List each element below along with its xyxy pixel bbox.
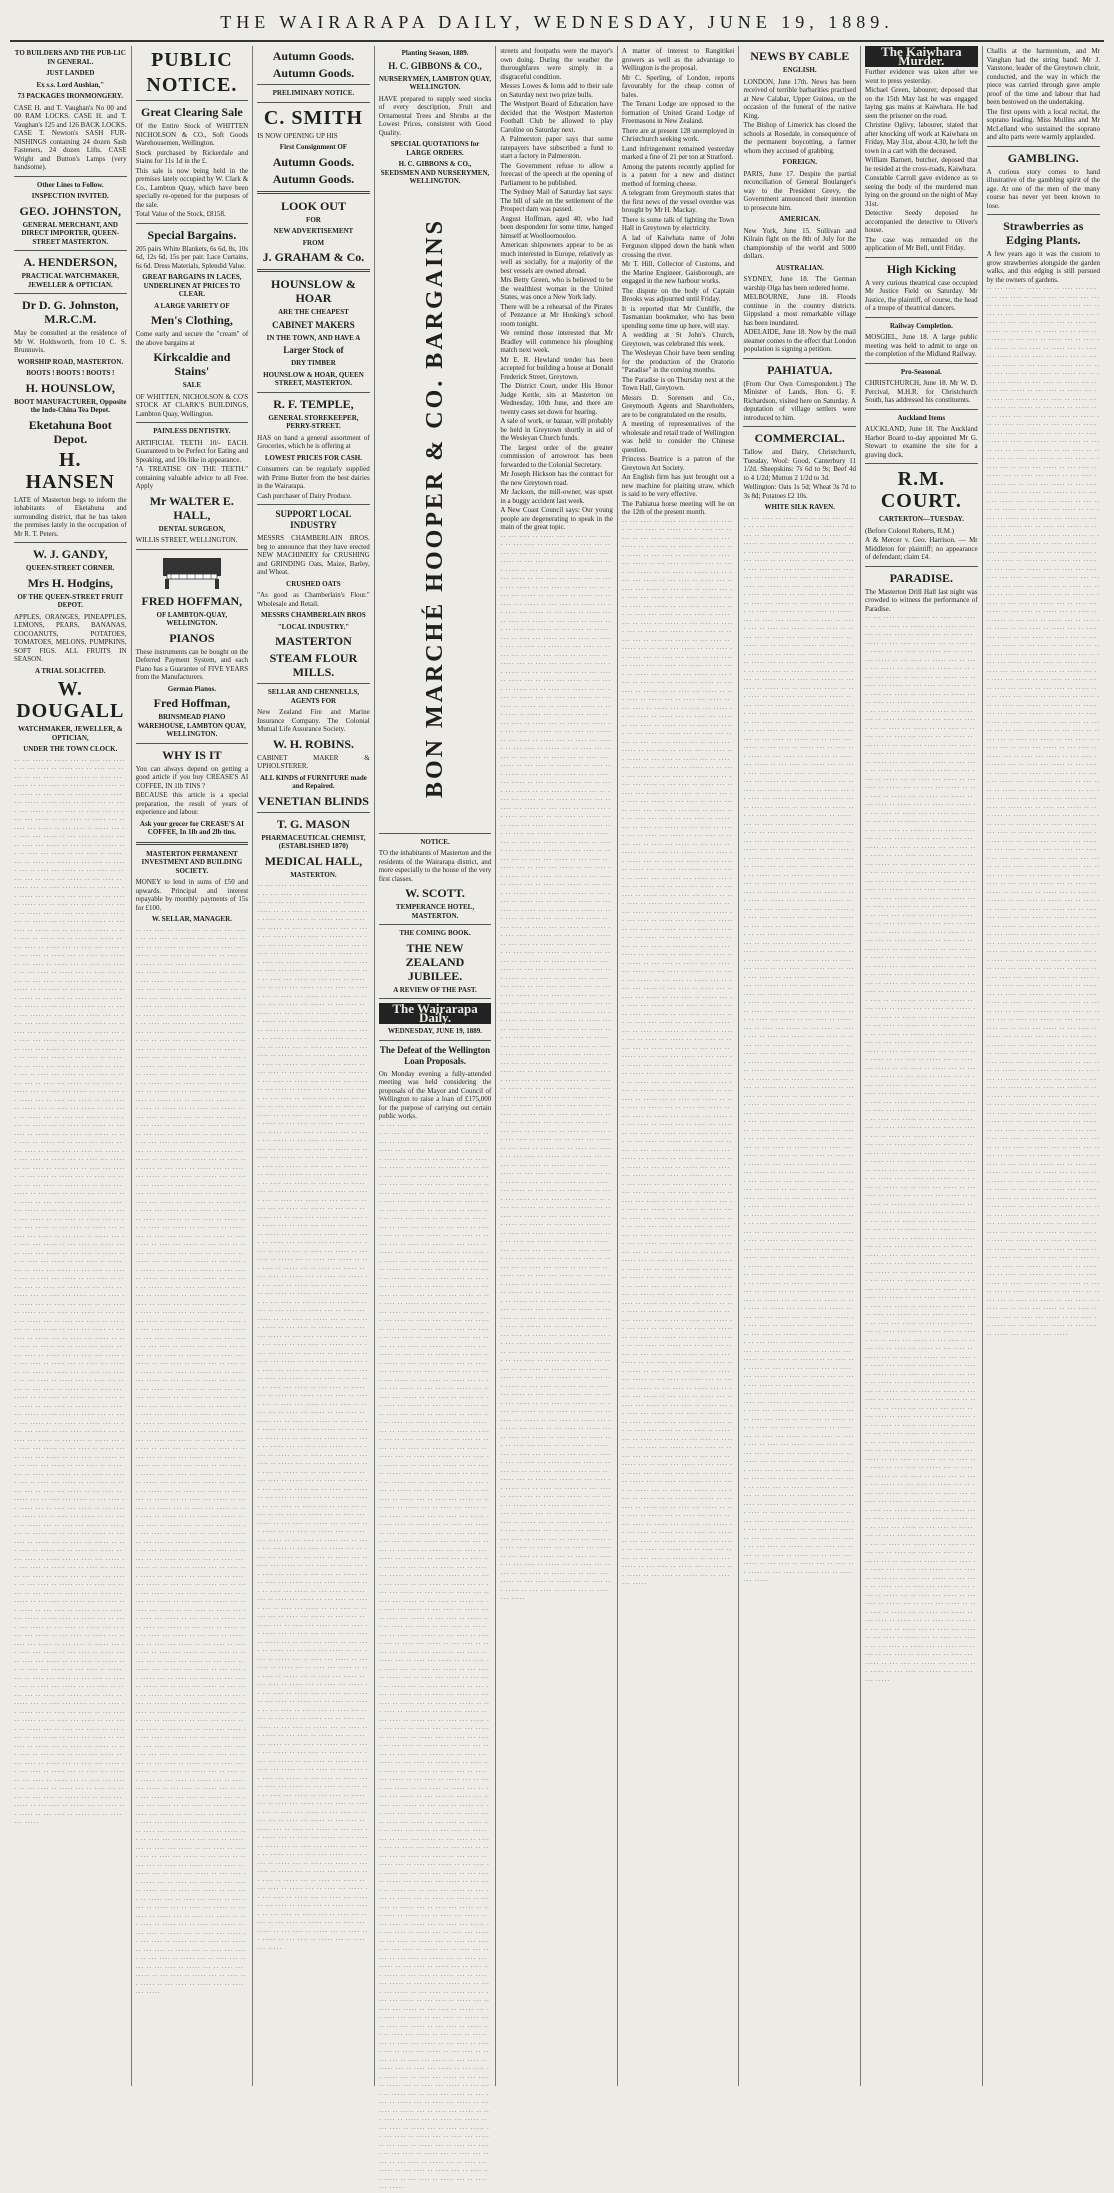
dense-text-filler: ·· ··· ···· ·· ····· ··· ·· ···· ··· ····· ·· ··· ···· ·· ····· ··· ·· ···· ··· ····· ·· ··· ···· ·· ····· ··· ·· ···· ··· ····· ·· ··· ···· ·· ····· ··· ·· ···· ··· ····· ·· ··· ···· ·· ····· ··· ·· ···· ··· ····· ·· ··· ···· ·· ····· ··· ·· ···· ··· ····· ·· ··· ···· ·· ····· ··· ·· ···· ··· ····· ·· ··· ···· ·· ····· ··· ·· ···· ··· ····· ·· ··· ···· ·· ····· ··· ·· ···· ··· ····· ·· ··· ···· ·· ····· ··· ·· ···· ··· ····· ·· ··· ···· ·· ····· ··· ·· ···· ··· ····· ·· ··· ···· ·· ····· ··· ·· ···· ··· ····· ·· ··· ···· ·· ····· ··· ·· ···· ··· ····· ·· ··· ···· ·· ····· ··· ·· ···· ··· ····· ·· ··· ···· ·· ····· ··· ·· ···· ··· ····· ·· ··· ···· ·· ····· ··· ·· ···· ··· ····· ·· ··· ···· ·· ····· ··· ·· ···· ··· ····· ·· ··· ···· ·· ····· ··· ·· ···· ··· ····· ·· ··· ···· ·· ····· ··· ·· ···· ··· ····· ·· ··· ···· ·· ····· ··· ·· ···· ··· ····· ·· ··· ···· ·· ····· ··· ·· ···· ··· ····· ·· ··· ···· ·· ····· ··· ·· ···· ··· ····· ·· ··· ···· ·· ····· ··· ·· ···· ··· ····· ·· ··· ···· ·· ····· ··· ·· ···· ··· ····· ·· ··· ···· ·· ····· ··· ·· ···· ··· ····· ·· ··· ···· ·· ····· ··· ·· ···· ··· ····· ·· ··· ···· ·· ····· ··· ·· ···· ··· ····· ·· ··· ···· ·· ····· ··· ·· ···· ··· ····· ·· ··· ···· ·· ····· ··· ·· ···· ··· ····· ·· ··· ···· ·· ····· ··· ·· ···· ··· ····· ·· ··· ···· ·· ····· ··· ·· ···· ··· ····· ·· ··· ···· ·· ····· ··· ·· ···· ··· ····· ·· ··· ···· ·· ····· ··· ·· ···· ··· ····· ·· ··· ···· ·· ····· ··· ·· ···· ··· ····· ·· ··· ···· ·· ····· ··· ·· ···· ··· ····· ·· ··· ···· ·· ····· ··· ·· ···· ··· ····· ·· ··· ···· ·· ····· ··· ·· ···· ··· ····· ·· ··· ···· ·· ····· ··· ·· ···· ··· ····· ·· ··· ···· ·· ····· ··· ·· ···· ··· ····· ·· ··· ···· ·· ····· ··· ·· ···· ··· ····· ·· ··· ···· ·· ····· ··· ·· ···· ··· ····· ·· ··· ···· ·· ····· ··· ·· ···· ··· ····· ·· ··· ···· ·· ····· ··· ·· ···· ··· ····· ·· ··· ···· ·· ····· ··· ·· ···· ··· ····· ·· ··· ···· ·· ····· ··· ·· ···· ··· ····· ·· ··· ···· ·· ····· ··· ·· ···· ··· ····· ·· ··· ···· ·· ····· ··· ·· ···· ··· ····· ·· ··· ···· ·· ····· ··· ·· ···· ··· ····· ·· ··· ···· ·· ····· ··· ·· ···· ··· ····· ·· ··· ···· ·· ····· ··· ·· ···· ··· ····· ·· ··· ···· ·· ····· ··· ·· ···· ··· ····· ·· ··· ···· ·· ····· ··· ·· ···· ··· ····· ·· ··· ···· ·· ····· ··· ·· ···· ··· ····· ·· ··· ···· ·· ····· ··· ·· ···· ··· ····· ·· ··· ···· ·· ····· ··· ·· ···· ··· ····· ·· ··· ···· ·· ····· ··· ·· ···· ··· ····· ·· ··· ···· ·· ····· ··· ·· ···· ··· ····· ·· ··· ···· ·· ····· ··· ·· ···· ··· ····· ·· ··· ···· ·· ····· ··· ·· ···· ··· ····· ·· ··· ···· ·· ····· ··· ·· ···· ··· ····· ·· ··· ···· ·· ····· ··· ·· ···· ··· ····· ·· ··· ···· ·· ····· ··· ·· ···· ··· ····· ·· ··· ···· ·· ····· ··· ·· ···· ··· ····· ·· ··· ···· ·· ····· ··· ·· ···· ··· ····· ·· ··· ···· ·· ····· ··· ·· ···· ··· ····· ·· ··· ···· ·· ····· ··· ·· ···· ··· ····· ·· ··· ···· ·· ····· ··· ·· ···· ··· ····· ·· ··· ···· ·· ····· ··· ·· ···· ··· ····· ·· ··· ···· ·· ····· ··· ·· ···· ··· ····· ·· ··· ···· ·· ····· ··· ·· ···· ··· ····· ·· ··· ···· ·· ····· ··· ·· ···· ··· ····· ·· ··· ···· ·· ····· ··· ·· ···· ··· ····· ·· ··· ···· ·· ····· ··· ·· ···· ··· ····· ·· ··· ···· ·· ····· ··· ·· ···· ··· ····· ·· ··· ···· ·· ····· ··· ·· ···· ··· ····· ·· ··· ···· ·· ····· ··· ·· ···· ··· ····· ·· ··· ···· ·· ····· ··· ·· ···· ··· ····· ·· ··· ···· ·· ····· ··· ·· ···· ··· ····· ·· ··· ···· ·· ····· ··· ·· ···· ··· ····· ·· ··· ···· ·· ····· ··· ·· ···· ··· ····· ·· ··· ···· ·· ····· ··· ·· ···· ··· ····· ·· ··· ···· ·· ····· ··· ·· ···· ··· ····· ·· ··· ···· ·· ····· ··· ·· ···· ··· ····· ·· ··· ···· ·· ····· ··· ·· ···· ··· ····· ·· ··· ···· ·· ····· ··· ·· ···· ··· ····· ·· ··· ···· ·· ····· ··· ·· ···· ··· ····· ·· ··· ···· ·· ····· ··· ·· ···· ··· ····· ·· ··· ···· ·· ····· ··· ·· ···· ··· ····· ·· ··· ···· ·· ····· ··· ·· ···· ··· ····· ·· ··· ···· ·· ····· ··· ·· ···· ··· ····· ·· ··· ···· ·· ····· ··· ·· ···· ··· ····· ·· ··· ···· ·· ····· ··· ·· ···· ··· ····· ·· ··· ···· ·· ····· ··· ·· ···· ··· ····· ·· ··· ···· ·· ····· ··· ·· ···· ··· ····· ·· ··· ···· ·· ····· ··· ·· ···· ··· ····· ·· ··· ···· ·· ····· ··· ·· ···· ··· ····· ·· ··· ···· ·· ····· ··· ·· ···· ··· ····· ·· ··· ···· ·· ····· ··· ·· ···· ··· ····· ·· ··· ···· ·· ····· ··· ·· ···· ··· ····· ·· ··· ···· ·· ····· ··· ·· ···· ··· ····· ·· ··· ···· ·· ····· ··· ·· ···· ··· ····· ·· ··· ···· ·· ····· ··· ·· ···· ··· ····· ·· ··· ···· ·· ····· ··· ·· ···· ··· ····· ·· ··· ···· ·· ····· ··· ·· ···· ··· ····· ·· ··· ···· ·· ····· ··· ·· ···· ··· ····· ·· ··· ···· ·· ····· ··· ·· ···· ··· ····· ·· ··· ···· ·· ····· ··· ·· ···· ··· ····· ·· ··· ···· ·· ····· ··· ·· ···· ··· ····· ·· ··· ···· ·· ····· ··· ·· ···· ··· ····· ·· ··· ···· ·· ····· ··· ·· ···· ··· ····· ·· ··· ···· ·· ····· ··· ·· ···· ··· ····· ·· ··· ···· ·· ····· ··· ·· ···· ··· ····· ·· ··· ···· ·· ····· ··· ·· ···· ··· ····· ·· ··· ···· ·· ····· ··· ·· ···· ··· ····· ·· ··· ···· ·· ····· ··· ·· ···· ··· ····· ·· ··· ···· ·· ····· ··· ·· ···· ··· ····· ·· ··· ···· ·· ····· ··· ·· ···· ··· ····· ·· ··· ···· ·· ····· ··· ·· ···· ··· ····· ·· ··· ···· ·· ····· ··· ·· ···· ··· ····· ·· ··· ···· ·· ····· ··· ·· ···· ··· ····· xyxy=(14,756,125,1827)
article-paragraph: A meeting of representatives of the wholesale and retail trade of Wellington was held to consider the Chinese question. xyxy=(621,420,735,454)
heading: H. C. GIBBONS & CO., xyxy=(388,60,482,71)
article-paragraph: Princess Beatrice is a patron of the Greytown Art Society. xyxy=(621,455,735,472)
heading: PRACTICAL WATCHMAKER, JEWELLER & OPTICIAN. xyxy=(21,272,119,289)
column-6 xyxy=(618,46,740,2086)
heading: ARE THE CHEAPEST xyxy=(278,308,349,316)
article-paragraph: Further evidence was taken after we went to press yesterday. xyxy=(865,68,978,85)
heading: NOTICE. xyxy=(420,837,450,846)
heading: CARTERTON—TUESDAY. xyxy=(878,515,964,523)
dense-text-filler: ·· ··· ···· ·· ····· ··· ·· ···· ··· ····· ·· ··· ···· ·· ····· ··· ·· ···· ··· ····· ·· ··· ···· ·· ····· ··· ·· ···· ··· ····· ·· ··· ···· ·· ····· ··· ·· ···· ··· ····· ·· ··· ···· ·· ····· ··· ·· ···· ··· ····· ·· ··· ···· ·· ····· ··· ·· ···· ··· ····· ·· ··· ···· ·· ····· ··· ·· ···· ··· ····· ·· ··· ···· ·· ····· ··· ·· ···· ··· ····· ·· ··· ···· ·· ····· ··· ·· ···· ··· ····· ·· ··· ···· ·· ····· ··· ·· ···· ··· ····· ·· ··· ···· ·· ····· ··· ·· ···· ··· ····· ·· ··· ···· ·· ····· ··· ·· ···· ··· ····· ·· ··· ···· ·· ····· ··· ·· ···· ··· ····· ·· ··· ···· ·· ····· ··· ·· ···· ··· ····· ·· ··· ···· ·· ····· ··· ·· ···· ··· ····· ·· ··· ···· ·· ····· ··· ·· ···· ··· ····· ·· ··· ···· ·· ····· ··· ·· ···· ··· ····· ·· ··· ···· ·· ····· ··· ·· ···· ··· ····· ·· ··· ···· ·· ····· ··· ·· ···· ··· ····· ·· ··· ···· ·· ····· ··· ·· ···· ··· ····· ·· ··· ···· ·· ····· ··· ·· ···· ··· ····· ·· ··· ···· ·· ····· ··· ·· ···· ··· ····· ·· ··· ···· ·· ····· ··· ·· ···· ··· ····· ·· ··· ···· ·· ····· ··· ·· ···· ··· ····· ·· ··· ···· ·· ····· ··· ·· ···· ··· ····· ·· ··· ···· ·· ····· ··· ·· ···· ··· ····· ·· ··· ···· ·· ····· ··· ·· ···· ··· ····· ·· ··· ···· ·· ····· ··· ·· ···· ··· ····· ·· ··· ···· ·· ····· ··· ·· ···· ··· ····· ·· ··· ···· ·· ····· ··· ·· ···· ··· ····· ·· ··· ···· ·· ····· ··· ·· ···· ··· ····· ·· ··· ···· ·· ····· ··· ·· ···· ··· ····· ·· ··· ···· ·· ····· ··· ·· ···· ··· ····· ·· ··· ···· ·· ····· ··· ·· ···· ··· ····· ·· ··· ···· ·· ····· ··· ·· ···· ··· ····· ·· ··· ···· ·· ····· ··· ·· ···· ··· ····· ·· ··· ···· ·· ····· ··· ·· ···· ··· ····· ·· ··· ···· ·· ····· ··· ·· ···· ··· ····· ·· ··· ···· ·· ····· ··· ·· ···· ··· ····· ·· ··· ···· ·· ····· ··· ·· ···· ··· ····· ·· ··· ···· ·· ····· ··· ·· ···· ··· ····· ·· ··· ···· ·· ····· ··· ·· ···· ··· ····· ·· ··· ···· ·· ····· ··· ·· ···· ··· ····· ·· ··· ···· ·· ····· ··· ·· ···· ··· ····· ·· ··· ···· ·· ····· ··· ·· ···· ··· ····· ·· ··· ···· ·· ····· ··· ·· ···· ··· ····· ·· ··· ···· ·· ····· ··· ·· ···· ··· ····· ·· ··· ···· ·· ····· ··· ·· ···· ··· ····· ·· ··· ···· ·· ····· ··· ·· ···· ··· ····· ·· ··· ···· ·· ····· ··· ·· ···· ··· ····· ·· ··· ···· ·· ····· ··· ·· ···· ··· ····· ·· ··· ···· ·· ····· ··· ·· ···· ··· ····· ·· ··· ···· ·· ····· ··· ·· ···· ··· ····· ·· ··· ···· ·· ····· ··· ·· ···· ··· ····· ·· ··· ···· ·· ····· ··· ·· ···· ··· ····· ·· ··· ···· ·· ····· ··· ·· ···· ··· ····· ·· ··· ···· ·· ····· ··· ·· ···· ··· ····· ·· ··· ···· ·· ····· ··· ·· ···· ··· ····· ·· ··· ···· ·· ····· ··· ·· ···· ··· ····· ·· ··· ···· ·· ····· ··· ·· ···· ··· ····· ·· ··· ···· ·· ····· ··· ·· ···· ··· ····· ·· ··· ···· ·· ····· ··· ·· ···· ··· ····· ·· ··· ···· ·· ····· ··· ·· ···· ··· ····· ·· ··· ···· ·· ····· ··· ·· ···· ··· ····· ·· ··· ···· ·· ····· ··· ·· ···· ··· ····· ·· ··· ···· ·· ····· ··· ·· ···· ··· ····· ·· ··· ···· ·· ····· ··· ·· ···· ··· ····· ·· ··· ···· ·· ····· ··· ·· ···· ··· ····· ·· ··· ···· ·· ····· ··· ·· ···· ··· ····· ·· ··· ···· ·· ····· ··· ·· ···· ··· ····· ·· ··· ···· ·· ····· ··· ·· ···· ··· ····· ·· ··· ···· ·· ····· ··· ·· ···· ··· ····· ·· ··· ···· ·· ····· ··· ·· ···· ··· ····· ·· ··· ···· ·· ····· ··· ·· ···· ··· ····· ·· ··· ···· ·· ····· ··· ·· ···· ··· ····· ·· ··· ···· ·· ····· ··· ·· ···· ··· ····· ·· ··· ···· ·· ····· ··· ·· ···· ··· ····· ·· ··· ···· ·· ····· ··· ·· ···· ··· ····· ·· ··· ···· ·· ····· ··· ·· ···· ··· ····· ·· ··· ···· ·· ····· ··· ·· ···· ··· ····· ·· ··· ···· ·· ····· ··· ·· ···· ··· ····· ·· ··· ···· ·· ····· ··· ·· ···· ··· ····· ·· ··· ···· ·· ····· ··· ·· ···· ··· ····· ·· ··· ···· ·· ····· ··· ·· ···· ··· ····· ·· ··· ···· ·· ····· ··· ·· ···· ··· ····· ·· ··· ···· ·· ····· ··· ·· ···· ··· ····· ·· ··· ···· ·· ····· ··· ·· ···· ··· ····· ·· ··· ···· ·· ····· ··· ·· ···· ··· ····· ·· ··· ···· ·· ····· ··· ·· ···· ··· ····· ·· ··· ···· ·· ····· ··· ·· ···· ··· ····· ·· ··· ···· ·· ····· ··· ·· ···· ··· ····· ·· ··· ···· ·· ····· ··· ·· ···· ··· ····· ·· ··· ···· ·· ····· ··· ·· ···· ··· ····· ·· ··· ···· ·· ····· ··· ·· ···· ··· ····· ·· ··· ···· ·· ····· ··· ·· ···· ··· ····· ·· ··· ···· ·· ····· ··· ·· ···· ··· ····· ·· ··· ···· ·· ····· ··· ·· ···· ··· ····· ·· ··· ···· ·· ····· ··· ·· ···· ··· ····· ·· ··· ···· ·· ····· ··· ·· ···· ··· ····· ·· ··· ···· ·· ····· ··· ·· ···· ··· ····· ·· ··· ···· ·· ····· ··· ·· ···· ··· ····· ·· ··· ···· ·· ····· ··· ·· ···· ··· ····· ·· ··· ···· ·· ····· ··· ·· ···· ··· ····· ·· ··· ···· ·· ····· ··· ·· ···· ··· ····· ·· ··· ···· ·· ····· ··· ·· ···· ··· ····· ·· ··· ···· ·· ····· ··· ·· ···· ··· ····· ·· ··· ···· ·· ····· ··· ·· ···· ··· ····· ·· ··· ···· ·· ····· ··· ·· ···· ··· ····· ·· ··· ···· ·· ····· ··· ·· ···· ··· ····· ·· ··· ···· ·· ····· ··· ·· ···· ··· ····· ·· ··· ···· ·· ····· ··· ·· ···· ··· ····· ·· ··· ···· ·· ····· ··· ·· ···· ··· ····· ·· ··· ···· ·· ····· ··· ·· ···· ··· ····· ·· ··· ···· ·· ····· ··· ·· ···· ··· ····· ·· ··· ···· ·· ····· ··· ·· ···· ··· ····· ·· ··· ···· ·· ····· ··· ·· ···· ··· ····· ·· ··· ···· ·· ····· ··· ·· ···· ··· ····· ·· ··· ···· ·· ····· ··· ·· ···· ··· ····· ·· ··· ···· ·· ····· ··· ·· ···· ··· ····· ·· ··· ···· ·· ····· ··· ·· ···· ··· ····· xyxy=(257,882,368,1953)
heading: First Consignment OF xyxy=(279,143,348,151)
article-paragraph: New Zealand Fire and Marine Insurance Company. The Colonial Mutual Life Assurance Society. xyxy=(257,708,370,733)
article-paragraph: A lad of Kaiwhata name of John Ferguson slipped down the bank when crossing the river. xyxy=(621,233,735,259)
article-paragraph: It is reported that Mr Cunliffe, the Tasmanian bookmaker, who has been spending some time up here, will stay. xyxy=(621,304,735,330)
article-paragraph: (Before Colonel Roberts, R.M.) xyxy=(865,526,955,535)
article-paragraph: The Masterton Drill Hall last night was crowded to witness the performance of Paradise. xyxy=(865,587,978,613)
heading: GENERAL STOREKEEPER, PERRY-STREET. xyxy=(268,413,359,430)
heading: NURSERYMEN, LAMBTON QUAY, WELLINGTON. xyxy=(378,74,492,91)
divider xyxy=(257,683,370,684)
article-paragraph: A New Coast Council says: Our young people are degenerating to speak in the main of the great topic. xyxy=(500,506,613,531)
heading: HOUNSLOW & HOAR xyxy=(271,277,356,305)
heading: MASTERTON. xyxy=(290,870,337,879)
article-paragraph: CASE H. and T. Vaughan's No 00 and 00 RAM LOCKS. CASE H. and T. Vaughan's 125 and 126 BACK LOCKS. CASE T. Newton's SASH FUR-NISHINGS containing 24 dozen Sash Fasteners, 24 dozen Lifts. CASE Wright and Button's Lamps (very handsome). xyxy=(14,103,127,171)
article-paragraph: LONDON, June 17th. News has been received of terrible barbarities practised at New Calabar, Upper Guinea, on the occasion of the funeral of the native King. xyxy=(743,77,857,120)
article-paragraph: WILLIS STREET, WELLINGTON. xyxy=(135,536,238,544)
heading: COMMERCIAL. xyxy=(754,431,845,445)
article-paragraph: Tallow and Dairy, Christchurch, Tuesday, Wool: Good, Canterbury 11 1/2d. Sheepskins: 7s 6d to 9s; Beef 4d to 4 1/2d; Mutton 2 1/2d to 3d. xyxy=(743,448,857,482)
heading: Larger Stock of xyxy=(283,345,344,355)
section-banner: The Kaiwhara Murder. xyxy=(865,46,978,67)
article-paragraph: CABINET MAKER & UPHOLSTERER. xyxy=(257,753,370,770)
article-paragraph: Cash purchaser of Dairy Produce. xyxy=(257,491,352,500)
vertical-advert-text: BON MARCHÉ HOOPER & CO. BARGAINS xyxy=(421,218,448,799)
article-paragraph: Christine Oglivy, labourer, stated that after knocking off work at Kaiwhara on Friday, May 31st, about 4.30, he left the town in a cart with the deceased. xyxy=(865,121,978,155)
divider xyxy=(14,176,127,177)
heading: WORSHIP ROAD, MASTERTON. xyxy=(17,357,124,366)
divider xyxy=(379,833,492,834)
article-paragraph: There are at present 128 unemployed in Christchurch seeking work. xyxy=(621,126,735,143)
article-paragraph: "A TREATISE ON THE TEETH." containing valuable advice to all Free. Apply xyxy=(135,465,249,490)
dense-text-filler: ·· ··· ···· ·· ····· ··· ·· ···· ··· ····· ·· ··· ···· ·· ····· ··· ·· ···· ··· ····· ·· ··· ···· ·· ····· ··· ·· ···· ··· ····· ·· ··· ···· ·· ····· ··· ·· ···· ··· ····· ·· ··· ···· ·· ····· ··· ·· ···· ··· ····· ·· ··· ···· ·· ····· ··· ·· ···· ··· ····· ·· ··· ···· ·· ····· ··· ·· ···· ··· ····· ·· ··· ···· ·· ····· ··· ·· ···· ··· ····· ·· ··· ···· ·· ····· ··· ·· ···· ··· ····· ·· ··· ···· ·· ····· ··· ·· ···· ··· ····· ·· ··· ···· ·· ····· ··· ·· ···· ··· ····· ·· ··· ···· ·· ····· ··· ·· ···· ··· ····· ·· ··· ···· ·· ····· ··· ·· ···· ··· ····· ·· ··· ···· ·· ····· ··· ·· ···· ··· ····· ·· ··· ···· ·· ····· ··· ·· ···· ··· ····· ·· ··· ···· ·· ····· ··· ·· ···· ··· ····· ·· ··· ···· ·· ····· ··· ·· ···· ··· ····· ·· ··· ···· ·· ····· ··· ·· ···· ··· ····· ·· ··· ···· ·· ····· ··· ·· ···· ··· ····· ·· ··· ···· ·· ····· ··· ·· ···· ··· ····· ·· ··· ···· ·· ····· ··· ·· ···· ··· ····· ·· ··· ···· ·· ····· ··· ·· ···· ··· ····· ·· ··· ···· ·· ····· ··· ·· ···· ··· ····· ·· ··· ···· ·· ····· ··· ·· ···· ··· ····· ·· ··· ···· ·· ····· ··· ·· ···· ··· ····· ·· ··· ···· ·· ····· ··· ·· ···· ··· ····· ·· ··· ···· ·· ····· ··· ·· ···· ··· ····· ·· ··· ···· ·· ····· ··· ·· ···· ··· ····· ·· ··· ···· ·· ····· ··· ·· ···· ··· ····· ·· ··· ···· ·· ····· ··· ·· ···· ··· ····· ·· ··· ···· ·· ····· ··· ·· ···· ··· ····· ·· ··· ···· ·· ····· ··· ·· ···· ··· ····· ·· ··· ···· ·· ····· ··· ·· ···· ··· ····· ·· ··· ···· ·· ····· ··· ·· ···· ··· ····· ·· ··· ···· ·· ····· ··· ·· ···· ··· ····· ·· ··· ···· ·· ····· ··· ·· ···· ··· ····· ·· ··· ···· ·· ····· ··· ·· ···· ··· ····· ·· ··· ···· ·· ····· ··· ·· ···· ··· ····· ·· ··· ···· ·· ····· ··· ·· ···· ··· ····· ·· ··· ···· ·· ····· ··· ·· ···· ··· ····· ·· ··· ···· ·· ····· ··· ·· ···· ··· ····· ·· ··· ···· ·· ····· ··· ·· ···· ··· ····· ·· ··· ···· ·· ····· ··· ·· ···· ··· ····· ·· ··· ···· ·· ····· ··· ·· ···· ··· ····· ·· ··· ···· ·· ····· ··· ·· ···· ··· ····· ·· ··· ···· ·· ····· ··· ·· ···· ··· ····· ·· ··· ···· ·· ····· ··· ·· ···· ··· ····· ·· ··· ···· ·· ····· ··· ·· ···· ··· ····· ·· ··· ···· ·· ····· ··· ·· ···· ··· ····· ·· ··· ···· ·· ····· ··· ·· ···· ··· ····· ·· ··· ···· ·· ····· ··· ·· ···· ··· ····· ·· ··· ···· ·· ····· ··· ·· ···· ··· ····· ·· ··· ···· ·· ····· ··· ·· ···· ··· ····· ·· ··· ···· ·· ····· ··· ·· ···· ··· ····· ·· ··· ···· ·· ····· ··· ·· ···· ··· ····· ·· ··· ···· ·· ····· ··· ·· ···· ··· ····· ·· ··· ···· ·· ····· ··· ·· ···· ··· ····· ·· ··· ···· ·· ····· ··· ·· ···· ··· ····· ·· ··· ···· ·· ····· ··· ·· ···· ··· ····· ·· ··· ···· ·· ····· ··· ·· ···· ··· ····· ·· ··· ···· ·· ····· ··· ·· ···· ··· ····· ·· ··· ···· ·· ····· ··· ·· ···· ··· ····· ·· ··· ···· ·· ····· ··· ·· ···· ··· ····· ·· ··· ···· ·· ····· ··· ·· ···· ··· ····· ·· ··· ···· ·· ····· ··· ·· ···· ··· ····· ·· ··· ···· ·· ····· ··· ·· ···· ··· ····· ·· ··· ···· ·· ····· ··· ·· ···· ··· ····· ·· ··· ···· ·· ····· ··· ·· ···· ··· ····· ·· ··· ···· ·· ····· ··· ·· ···· ··· ····· ·· ··· ···· ·· ····· ··· ·· ···· ··· ····· ·· ··· ···· ·· ····· ··· ·· ···· ··· ····· ·· ··· ···· ·· ····· ··· ·· ···· ··· ····· ·· ··· ···· ·· ····· ··· ·· ···· ··· ····· ·· ··· ···· ·· ····· ··· ·· ···· ··· ····· ·· ··· ···· ·· ····· ··· ·· ···· ··· ····· ·· ··· ···· ·· ····· ··· ·· ···· ··· ····· ·· ··· ···· ·· ····· ··· ·· ···· ··· ····· ·· ··· ···· ·· ····· ··· ·· ···· ··· ····· ·· ··· ···· ·· ····· ··· ·· ···· ··· ····· ·· ··· ···· ·· ····· ··· ·· ···· ··· ····· ·· ··· ···· ·· ····· ··· ·· ···· ··· ····· ·· ··· ···· ·· ····· ··· ·· ···· ··· ····· ·· ··· ···· ·· ····· ··· ·· ···· ··· ····· ·· ··· ···· ·· ····· ··· ·· ···· ··· ····· ·· ··· ···· ·· ····· ··· ·· ···· ··· ····· ·· ··· ···· ·· ····· ··· ·· ···· ··· ····· ·· ··· ···· ·· ····· ··· ·· ···· ··· ····· ·· ··· ···· ·· ····· ··· ·· ···· ··· ····· ·· ··· ···· ·· ····· ··· ·· ···· ··· ····· ·· ··· ···· ·· ····· ··· ·· ···· ··· ····· ·· ··· ···· ·· ····· ··· ·· ···· ··· ····· ·· ··· ···· ·· ····· ··· ·· ···· ··· ····· ·· ··· ···· ·· ····· ··· ·· ···· ··· ····· ·· ··· ···· ·· ····· ··· ·· ···· ··· ····· ·· ··· ···· ·· ····· ··· ·· ···· ··· ····· ·· ··· ···· ·· ····· ··· ·· ···· ··· ····· ·· ··· ···· ·· ····· ··· ·· ···· ··· ····· ·· ··· ···· ·· ····· ··· ·· ···· ··· ····· ·· ··· ···· ·· ····· ··· ·· ···· ··· ····· ·· ··· ···· ·· ····· ··· ·· ···· ··· ····· ·· ··· ···· ·· ····· ··· ·· ···· ··· ····· ·· ··· ···· ·· ····· ··· ·· ···· ··· ····· ·· ··· ···· ·· ····· ··· ·· ···· ··· ····· ·· ··· ···· ·· ····· ··· ·· ···· ··· ····· ·· ··· ···· ·· ····· ··· ·· ···· ··· ····· ·· ··· ···· ·· ····· ··· ·· ···· ··· ····· ·· ··· ···· ·· ····· ··· ·· ···· ··· ····· ·· ··· ···· ·· ····· ··· ·· ···· ··· ····· ·· ··· ···· ·· ····· ··· ·· ···· ··· ····· ·· ··· ···· ·· ····· ··· ·· ···· ··· ····· ·· ··· ···· ·· ····· ··· ·· ···· ··· ····· ·· ··· ···· ·· ····· ··· ·· ···· ··· ····· ·· ··· ···· ·· ····· ··· ·· ···· ··· ····· ·· ··· ···· ·· ····· ··· ·· ···· ··· ····· ·· ··· ···· ·· ····· ··· ·· ···· ··· ····· ·· ··· ···· ·· ····· ··· ·· ···· ··· ····· ·· ··· ···· ·· ····· ··· ·· ···· ··· ····· ·· ··· ···· ·· ····· ··· ·· ···· ··· ····· ·· ··· ···· ·· ····· ··· ·· ···· ··· ····· ·· ··· ···· ·· ····· ··· ·· ···· ··· ····· xyxy=(378,1121,490,2192)
heading: NEW ADVERTISEMENT xyxy=(273,227,354,235)
divider xyxy=(136,549,249,550)
article-paragraph: MESSRS CHAMBERLAIN BROS. beg to announce that they have erected NEW MACHINERY for CRUSHING and GRINDING Oats, Maize, Barley, and Wheat. xyxy=(257,534,370,576)
article-paragraph: MONEY to lend in sums of £50 and upwards. Principal and interest repayable by monthly payments of 15s for £100. xyxy=(135,878,249,912)
article-paragraph: Wellington: Oats 1s 5d; Wheat 3s 7d to 3s 8d; Potatoes £2 10s. xyxy=(743,483,857,500)
divider xyxy=(136,743,249,744)
heading: Strawberries as Edging Plants. xyxy=(1003,219,1084,247)
heading: WHITE SILK RAVEN. xyxy=(764,503,835,511)
article-paragraph: Michael Green, labourer, deposed that on the 15th May last he was engaged laying gas mains at Kaiwhara. He had seen the prisoner on the road. xyxy=(865,86,978,120)
heading: HOUNSLOW & HOAR, QUEEN STREET, MASTERTON. xyxy=(263,370,364,387)
heading: A REVIEW OF THE PAST. xyxy=(393,985,477,994)
heading: Mr WALTER E. HALL, xyxy=(149,493,234,522)
heading: Special Bargains. xyxy=(147,227,237,242)
article-paragraph: SYDNEY, June 18. The German warship Olga has been ordered home. xyxy=(743,275,857,292)
divider xyxy=(14,293,127,294)
article-paragraph: TO the inhabitants of Masterton and the residents of the Wairarapa district, and more especially to the house of the very first classes. xyxy=(378,849,492,883)
heading: TEMPERANCE HOTEL, MASTERTON. xyxy=(395,903,475,920)
divider xyxy=(257,102,370,103)
heading: BOOT MANUFACTURER, Opposite the Indo-China Tea Depot. xyxy=(14,397,127,414)
heading: Great Clearing Sale xyxy=(140,105,243,119)
heading: GEO. JOHNSTON, xyxy=(19,203,122,218)
article-paragraph: The dispute on the body of Captain Brooks was adjourned until Friday. xyxy=(621,286,735,303)
heading: W. SCOTT. xyxy=(405,886,465,900)
heading: INSPECTION INVITED. xyxy=(31,192,109,200)
heading: ALL KINDS of FURNITURE made and Repaired. xyxy=(259,773,367,790)
divider xyxy=(257,392,370,393)
article-paragraph: The case was remanded on the application of Mr Bell, until Friday. xyxy=(865,235,978,252)
heading: W. DOUGALL xyxy=(16,678,125,722)
heading: FOR xyxy=(306,215,321,224)
heading: Mrs H. Hodgins, xyxy=(27,575,113,590)
heading: MESSRS CHAMBERLAIN BROS xyxy=(261,611,366,619)
heading: A TRIAL SOLICITED. xyxy=(35,666,106,675)
column-5 xyxy=(496,46,618,2086)
heading: GAMBLING. xyxy=(1007,150,1079,165)
article-paragraph: The Paradise is on Thursday next at the Town Hall, Greytown. xyxy=(621,375,735,392)
double-divider xyxy=(257,191,370,194)
heading: Ex s.s. Lord Aushian," xyxy=(36,80,105,89)
vertical-advert xyxy=(379,189,492,829)
heading: WEDNESDAY, JUNE 19, 1889. xyxy=(388,1027,483,1035)
article-paragraph: A sale of work, or bazaar, will probably be held in Greytown shortly in aid of the Wesleyan Church funds. xyxy=(500,417,613,442)
article-paragraph: The Tenaru Lodge are opposed to the formation of United Grand Lodge of Freemasons in New Zealand. xyxy=(621,100,735,125)
heading: German Pianos. xyxy=(167,684,216,693)
dense-text-filler: ·· ··· ···· ·· ····· ··· ·· ···· ··· ····· ·· ··· ···· ·· ····· ··· ·· ···· ··· ····· ·· ··· ···· ·· ····· ··· ·· ···· ··· ····· ·· ··· ···· ·· ····· ··· ·· ···· ··· ····· ·· ··· ···· ·· ····· ··· ·· ···· ··· ····· ·· ··· ···· ·· ····· ··· ·· ···· ··· ····· ·· ··· ···· ·· ····· ··· ·· ···· ··· ····· ·· ··· ···· ·· ····· ··· ·· ···· ··· ····· ·· ··· ···· ·· ····· ··· ·· ···· ··· ····· ·· ··· ···· ·· ····· ··· ·· ···· ··· ····· ·· ··· ···· ·· ····· ··· ·· ···· ··· ····· ·· ··· ···· ·· ····· ··· ·· ···· ··· ····· ·· ··· ···· ·· ····· ··· ·· ···· ··· ····· ·· ··· ···· ·· ····· ··· ·· ···· ··· ····· ·· ··· ···· ·· ····· ··· ·· ···· ··· ····· ·· ··· ···· ·· ····· ··· ·· ···· ··· ····· ·· ··· ···· ·· ····· ··· ·· ···· ··· ····· ·· ··· ···· ·· ····· ··· ·· ···· ··· ····· ·· ··· ···· ·· ····· ··· ·· ···· ··· ····· ·· ··· ···· ·· ····· ··· ·· ···· ··· ····· ·· ··· ···· ·· ····· ··· ·· ···· ··· ····· ·· ··· ···· ·· ····· ··· ·· ···· ··· ····· ·· ··· ···· ·· ····· ··· ·· ···· ··· ····· ·· ··· ···· ·· ····· ··· ·· ···· ··· ····· ·· ··· ···· ·· ····· ··· ·· ···· ··· ····· ·· ··· ···· ·· ····· ··· ·· ···· ··· ····· ·· ··· ···· ·· ····· ··· ·· ···· ··· ····· ·· ··· ···· ·· ····· ··· ·· ···· ··· ····· ·· ··· ···· ·· ····· ··· ·· ···· ··· ····· ·· ··· ···· ·· ····· ··· ·· ···· ··· ····· ·· ··· ···· ·· ····· ··· ·· ···· ··· ····· ·· ··· ···· ·· ····· ··· ·· ···· ··· ····· ·· ··· ···· ·· ····· ··· ·· ···· ··· ····· ·· ··· ···· ·· ····· ··· ·· ···· ··· ····· ·· ··· ···· ·· ····· ··· ·· ···· ··· ····· ·· ··· ···· ·· ····· ··· ·· ···· ··· ····· ·· ··· ···· ·· ····· ··· ·· ···· ··· ····· ·· ··· ···· ·· ····· ··· ·· ···· ··· ····· ·· ··· ···· ·· ····· ··· ·· ···· ··· ····· ·· ··· ···· ·· ····· ··· ·· ···· ··· ····· ·· ··· ···· ·· ····· ··· ·· ···· ··· ····· ·· ··· ···· ·· ····· ··· ·· ···· ··· ····· ·· ··· ···· ·· ····· ··· ·· ···· ··· ····· ·· ··· ···· ·· ····· ··· ·· ···· ··· ····· ·· ··· ···· ·· ····· ··· ·· ···· ··· ····· ·· ··· ···· ·· ····· ··· ·· ···· ··· ····· ·· ··· ···· ·· ····· ··· ·· ···· ··· ····· ·· ··· ···· ·· ····· ··· ·· ···· ··· ····· ·· ··· ···· ·· ····· ··· ·· ···· ··· ····· ·· ··· ···· ·· ····· ··· ·· ···· ··· ····· ·· ··· ···· ·· ····· ··· ·· ···· ··· ····· ·· ··· ···· ·· ····· ··· ·· ···· ··· ····· ·· ··· ···· ·· ····· ··· ·· ···· ··· ····· ·· ··· ···· ·· ····· ··· ·· ···· ··· ····· ·· ··· ···· ·· ····· ··· ·· ···· ··· ····· ·· ··· ···· ·· ····· ··· ·· ···· ··· ····· ·· ··· ···· ·· ····· ··· ·· ···· ··· ····· ·· ··· ···· ·· ····· ··· ·· ···· ··· ····· ·· ··· ···· ·· ····· ··· ·· ···· ··· ····· ·· ··· ···· ·· ····· ··· ·· ···· ··· ····· ·· ··· ···· ·· ····· ··· ·· ···· ··· ····· ·· ··· ···· ·· ····· ··· ·· ···· ··· ····· ·· ··· ···· ·· ····· ··· ·· ···· ··· ····· ·· ··· ···· ·· ····· ··· ·· ···· ··· ····· ·· ··· ···· ·· ····· ··· ·· ···· ··· ····· ·· ··· ···· ·· ····· ··· ·· ···· ··· ····· ·· ··· ···· ·· ····· ··· ·· ···· ··· ····· ·· ··· ···· ·· ····· ··· ·· ···· ··· ····· ·· ··· ···· ·· ····· ··· ·· ···· ··· ····· ·· ··· ···· ·· ····· ··· ·· ···· ··· ····· ·· ··· ···· ·· ····· ··· ·· ···· ··· ····· ·· ··· ···· ·· ····· ··· ·· ···· ··· ····· ·· ··· ···· ·· ····· ··· ·· ···· ··· ····· ·· ··· ···· ·· ····· ··· ·· ···· ··· ····· ·· ··· ···· ·· ····· ··· ·· ···· ··· ····· ·· ··· ···· ·· ····· ··· ·· ···· ··· ····· ·· ··· ···· ·· ····· ··· ·· ···· ··· ····· ·· ··· ···· ·· ····· ··· ·· ···· ··· ····· ·· ··· ···· ·· ····· ··· ·· ···· ··· ····· ·· ··· ···· ·· ····· ··· ·· ···· ··· ····· ·· ··· ···· ·· ····· ··· ·· ···· ··· ····· ·· ··· ···· ·· ····· ··· ·· ···· ··· ····· ·· ··· ···· ·· ····· ··· ·· ···· ··· ····· ·· ··· ···· ·· ····· ··· ·· ···· ··· ····· ·· ··· ···· ·· ····· ··· ·· ···· ··· ····· ·· ··· ···· ·· ····· ··· ·· ···· ··· ····· ·· ··· ···· ·· ····· ··· ·· ···· ··· ····· ·· ··· ···· ·· ····· ··· ·· ···· ··· ····· ·· ··· ···· ·· ····· ··· ·· ···· ··· ····· ·· ··· ···· ·· ····· ··· ·· ···· ··· ····· ·· ··· ···· ·· ····· ··· ·· ···· ··· ····· ·· ··· ···· ·· ····· ··· ·· ···· ··· ····· ·· ··· ···· ·· ····· ··· ·· ···· ··· ····· ·· ··· ···· ·· ····· ··· ·· ···· ··· ····· ·· ··· ···· ·· ····· ··· ·· ···· ··· ····· ·· ··· ···· ·· ····· ··· ·· ···· ··· ····· ·· ··· ···· ·· ····· ··· ·· ···· ··· ····· ·· ··· ···· ·· ····· ··· ·· ···· ··· ····· ·· ··· ···· ·· ····· ··· ·· ···· ··· ····· ·· ··· ···· ·· ····· ··· ·· ···· ··· ····· ·· ··· ···· ·· ····· ··· ·· ···· ··· ····· ·· ··· ···· ·· ····· ··· ·· ···· ··· ····· ·· ··· ···· ·· ····· ··· ·· ···· ··· ····· ·· ··· ···· ·· ····· ··· ·· ···· ··· ····· ·· ··· ···· ·· ····· ··· ·· ···· ··· ····· ·· ··· ···· ·· ····· ··· ·· ···· ··· ····· ·· ··· ···· ·· ····· ··· ·· ···· ··· ····· ·· ··· ···· ·· ····· ··· ·· ···· ··· ····· ·· ··· ···· ·· ····· ··· ·· ···· ··· ····· ·· ··· ···· ·· ····· ··· ·· ···· ··· ····· ·· ··· ···· ·· ····· ··· ·· ···· ··· ····· ·· ··· ···· ·· ····· ··· ·· ···· ··· ····· ·· ··· ···· ·· ····· ··· ·· ···· ··· ····· ·· ··· ···· ·· ····· ··· ·· ···· ··· ····· ·· ··· ···· ·· ····· ··· ·· ···· ··· ····· ·· ··· ···· ·· ····· ··· ·· ···· ··· ····· ·· ··· ···· ·· ····· ··· ·· ···· ··· ····· ·· ··· ···· ·· ····· ··· ·· ···· ··· ····· ·· ··· ···· ·· ····· ··· ·· ···· ··· ····· ·· ··· ···· ·· ····· ··· ·· ···· ··· ····· xyxy=(621,517,733,1588)
heading: PRELIMINARY NOTICE. xyxy=(272,89,355,97)
article-paragraph: ARTIFICIAL TEETH 10/- EACH. Guaranteed to be Perfect for Eating and Speaking, and 10s like in appearance. xyxy=(135,438,249,464)
article-paragraph: An English firm has just brought out a new machine for plaiting straw, which is said to be very effective. xyxy=(621,473,735,498)
article-paragraph: A matter of interest to Rangitikei growers as well as the advantage to Wellington is the proposal. xyxy=(621,47,735,72)
article-paragraph: There will be a rehearsal of the Pirates of Penzance at Mr Hosking's school room tonight. xyxy=(500,302,613,328)
article-paragraph: PARIS, June 17. Despite the partial reconciliation of General Boulanger's way to the President Grevy, the Government announced their intention to prosecute him. xyxy=(743,169,857,212)
heading: SUPPORT LOCAL INDUSTRY xyxy=(275,509,352,530)
divider xyxy=(987,146,1100,147)
article-paragraph: Mr T. Hill, Collector of Customs, and the Marine Engineer, Gaisborough, are engaged in the new harbour works. xyxy=(621,260,735,285)
article-paragraph: (From Our Own Correspondent.) The Minister of Lands, Hon. G. F. Richardson, visited here on Saturday. A deputation of village settlers were introduced to him. xyxy=(743,379,857,422)
heading: JUST LANDED xyxy=(46,69,95,77)
article-paragraph: The first opens with a local recital, the soprano leading. Miss Mullins and Mr McLelland who sustained the soprano and alto parts were warmly applauded. xyxy=(986,107,1100,141)
divider xyxy=(865,409,978,410)
article-paragraph: AUCKLAND, June 18. The Auckland Harbor Board to-day appointed Mr G. Stewart to examine the site for a graving dock. xyxy=(865,425,978,459)
heading: PIANOS xyxy=(169,630,215,645)
article-paragraph: The Sydney Mail of Saturday last says: The bill of sale on the settlement of the Prospect dam was passed. xyxy=(500,188,613,213)
divider xyxy=(865,363,978,364)
dense-text-filler: ·· ··· ···· ·· ····· ··· ·· ···· ··· ····· ·· ··· ···· ·· ····· ··· ·· ···· ··· ····· ·· ··· ···· ·· ····· ··· ·· ···· ··· ····· ·· ··· ···· ·· ····· ··· ·· ···· ··· ····· ·· ··· ···· ·· ····· ··· ·· ···· ··· ····· ·· ··· ···· ·· ····· ··· ·· ···· ··· ····· ·· ··· ···· ·· ····· ··· ·· ···· ··· ····· ·· ··· ···· ·· ····· ··· ·· ···· ··· ····· ·· ··· ···· ·· ····· ··· ·· ···· ··· ····· ·· ··· ···· ·· ····· ··· ·· ···· ··· ····· ·· ··· ···· ·· ····· ··· ·· ···· ··· ····· ·· ··· ···· ·· ····· ··· ·· ···· ··· ····· ·· ··· ···· ·· ····· ··· ·· ···· ··· ····· ·· ··· ···· ·· ····· ··· ·· ···· ··· ····· ·· ··· ···· ·· ····· ··· ·· ···· ··· ····· ·· ··· ···· ·· ····· ··· ·· ···· ··· ····· ·· ··· ···· ·· ····· ··· ·· ···· ··· ····· ·· ··· ···· ·· ····· ··· ·· ···· ··· ····· ·· ··· ···· ·· ····· ··· ·· ···· ··· ····· ·· ··· ···· ·· ····· ··· ·· ···· ··· ····· ·· ··· ···· ·· ····· ··· ·· ···· ··· ····· ·· ··· ···· ·· ····· ··· ·· ···· ··· ····· ·· ··· ···· ·· ····· ··· ·· ···· ··· ····· ·· ··· ···· ·· ····· ··· ·· ···· ··· ····· ·· ··· ···· ·· ····· ··· ·· ···· ··· ····· ·· ··· ···· ·· ····· ··· ·· ···· ··· ····· ·· ··· ···· ·· ····· ··· ·· ···· ··· ····· ·· ··· ···· ·· ····· ··· ·· ···· ··· ····· ·· ··· ···· ·· ····· ··· ·· ···· ··· ····· ·· ··· ···· ·· ····· ··· ·· ···· ··· ····· ·· ··· ···· ·· ····· ··· ·· ···· ··· ····· ·· ··· ···· ·· ····· ··· ·· ···· ··· ····· ·· ··· ···· ·· ····· ··· ·· ···· ··· ····· ·· ··· ···· ·· ····· ··· ·· ···· ··· ····· ·· ··· ···· ·· ····· ··· ·· ···· ··· ····· ·· ··· ···· ·· ····· ··· ·· ···· ··· ····· ·· ··· ···· ·· ····· ··· ·· ···· ··· ····· ·· ··· ···· ·· ····· ··· ·· ···· ··· ····· ·· ··· ···· ·· ····· ··· ·· ···· ··· ····· ·· ··· ···· ·· ····· ··· ·· ···· ··· ····· ·· ··· ···· ·· ····· ··· ·· ···· ··· ····· ·· ··· ···· ·· ····· ··· ·· ···· ··· ····· ·· ··· ···· ·· ····· ··· ·· ···· ··· ····· ·· ··· ···· ·· ····· ··· ·· ···· ··· ····· ·· ··· ···· ·· ····· ··· ·· ···· ··· ····· ·· ··· ···· ·· ····· ··· ·· ···· ··· ····· ·· ··· ···· ·· ····· ··· ·· ···· ··· ····· ·· ··· ···· ·· ····· ··· ·· ···· ··· ····· ·· ··· ···· ·· ····· ··· ·· ···· ··· ····· ·· ··· ···· ·· ····· ··· ·· ···· ··· ····· ·· ··· ···· ·· ····· ··· ·· ···· ··· ····· ·· ··· ···· ·· ····· ··· ·· ···· ··· ····· ·· ··· ···· ·· ····· ··· ·· ···· ··· ····· ·· ··· ···· ·· ····· ··· ·· ···· ··· ····· ·· ··· ···· ·· ····· ··· ·· ···· ··· ····· ·· ··· ···· ·· ····· ··· ·· ···· ··· ····· ·· ··· ···· ·· ····· ··· ·· ···· ··· ····· ·· ··· ···· ·· ····· ··· ·· ···· ··· ····· ·· ··· ···· ·· ····· ··· ·· ···· ··· ····· ·· ··· ···· ·· ····· ··· ·· ···· ··· ····· ·· ··· ···· ·· ····· ··· ·· ···· ··· ····· ·· ··· ···· ·· ····· ··· ·· ···· ··· ····· ·· ··· ···· ·· ····· ··· ·· ···· ··· ····· ·· ··· ···· ·· ····· ··· ·· ···· ··· ····· ·· ··· ···· ·· ····· ··· ·· ···· ··· ····· ·· ··· ···· ·· ····· ··· ·· ···· ··· ····· ·· ··· ···· ·· ····· ··· ·· ···· ··· ····· ·· ··· ···· ·· ····· ··· ·· ···· ··· ····· ·· ··· ···· ·· ····· ··· ·· ···· ··· ····· ·· ··· ···· ·· ····· ··· ·· ···· ··· ····· ·· ··· ···· ·· ····· ··· ·· ···· ··· ····· ·· ··· ···· ·· ····· ··· ·· ···· ··· ····· ·· ··· ···· ·· ····· ··· ·· ···· ··· ····· ·· ··· ···· ·· ····· ··· ·· ···· ··· ····· ·· ··· ···· ·· ····· ··· ·· ···· ··· ····· ·· ··· ···· ·· ····· ··· ·· ···· ··· ····· ·· ··· ···· ·· ····· ··· ·· ···· ··· ····· ·· ··· ···· ·· ····· ··· ·· ···· ··· ····· ·· ··· ···· ·· ····· ··· ·· ···· ··· ····· ·· ··· ···· ·· ····· ··· ·· ···· ··· ····· ·· ··· ···· ·· ····· ··· ·· ···· ··· ····· ·· ··· ···· ·· ····· ··· ·· ···· ··· ····· ·· ··· ···· ·· ····· ··· ·· ···· ··· ····· ·· ··· ···· ·· ····· ··· ·· ···· ··· ····· ·· ··· ···· ·· ····· ··· ·· ···· ··· ····· ·· ··· ···· ·· ····· ··· ·· ···· ··· ····· ·· ··· ···· ·· ····· ··· ·· ···· ··· ····· ·· ··· ···· ·· ····· ··· ·· ···· ··· ····· ·· ··· ···· ·· ····· ··· ·· ···· ··· ····· ·· ··· ···· ·· ····· ··· ·· ···· ··· ····· ·· ··· ···· ·· ····· ··· ·· ···· ··· ····· ·· ··· ···· ·· ····· ··· ·· ···· ··· ····· ·· ··· ···· ·· ····· ··· ·· ···· ··· ····· ·· ··· ···· ·· ····· ··· ·· ···· ··· ····· ·· ··· ···· ·· ····· ··· ·· ···· ··· ····· ·· ··· ···· ·· ····· ··· ·· ···· ··· ····· ·· ··· ···· ·· ····· ··· ·· ···· ··· ····· ·· ··· ···· ·· ····· ··· ·· ···· ··· ····· ·· ··· ···· ·· ····· ··· ·· ···· ··· ····· ·· ··· ···· ·· ····· ··· ·· ···· ··· ····· ·· ··· ···· ·· ····· ··· ·· ···· ··· ····· ·· ··· ···· ·· ····· ··· ·· ···· ··· ····· ·· ··· ···· ·· ····· ··· ·· ···· ··· ····· ·· ··· ···· ·· ····· ··· ·· ···· ··· ····· ·· ··· ···· ·· ····· ··· ·· ···· ··· ····· ·· ··· ···· ·· ····· ··· ·· ···· ··· ····· ·· ··· ···· ·· ····· ··· ·· ···· ··· ····· ·· ··· ···· ·· ····· ··· ·· ···· ··· ····· ·· ··· ···· ·· ····· ··· ·· ···· ··· ····· ·· ··· ···· ·· ····· ··· ·· ···· ··· ····· ·· ··· ···· ·· ····· ··· ·· ···· ··· ····· ·· ··· ···· ·· ····· ··· ·· ···· ··· ····· ·· ··· ···· ·· ····· ··· ·· ···· ··· ····· ·· ··· ···· ·· ····· ··· ·· ···· ··· ····· ·· ··· ···· ·· ····· ··· ·· ···· ··· ····· ·· ··· ···· ·· ····· ··· ·· ···· ··· ····· ·· ··· ···· ·· ····· ··· ·· ···· ··· ····· ·· ··· ···· ·· ····· ··· ·· ···· ··· ····· ·· ··· ···· ·· ····· ··· ·· ···· ··· ····· ·· ··· ···· ·· ····· ··· ·· ···· ··· ····· xyxy=(500,532,612,1603)
article-paragraph: APPLES, ORANGES, PINEAPPLES, LEMONS, PEARS, BANANAS, COCOANUTS, POTATOES, TOMATOES, MELONS, PUMPKINS, SOFT FIGS. ALL FRUITS IN SEASON. xyxy=(14,612,127,663)
heading: Ask your grocer for CREASE'S AI COFFEE, In 1lb and 2lb tins. xyxy=(139,819,244,836)
dense-text-filler: ·· ··· ···· ·· ····· ··· ·· ···· ··· ····· ·· ··· ···· ·· ····· ··· ·· ···· ··· ····· ·· ··· ···· ·· ····· ··· ·· ···· ··· ····· ·· ··· ···· ·· ····· ··· ·· ···· ··· ····· ·· ··· ···· ·· ····· ··· ·· ···· ··· ····· ·· ··· ···· ·· ····· ··· ·· ···· ··· ····· ·· ··· ···· ·· ····· ··· ·· ···· ··· ····· ·· ··· ···· ·· ····· ··· ·· ···· ··· ····· ·· ··· ···· ·· ····· ··· ·· ···· ··· ····· ·· ··· ···· ·· ····· ··· ·· ···· ··· ····· ·· ··· ···· ·· ····· ··· ·· ···· ··· ····· ·· ··· ···· ·· ····· ··· ·· ···· ··· ····· ·· ··· ···· ·· ····· ··· ·· ···· ··· ····· ·· ··· ···· ·· ····· ··· ·· ···· ··· ····· ·· ··· ···· ·· ····· ··· ·· ···· ··· ····· ·· ··· ···· ·· ····· ··· ·· ···· ··· ····· ·· ··· ···· ·· ····· ··· ·· ···· ··· ····· ·· ··· ···· ·· ····· ··· ·· ···· ··· ····· ·· ··· ···· ·· ····· ··· ·· ···· ··· ····· ·· ··· ···· ·· ····· ··· ·· ···· ··· ····· ·· ··· ···· ·· ····· ··· ·· ···· ··· ····· ·· ··· ···· ·· ····· ··· ·· ···· ··· ····· ·· ··· ···· ·· ····· ··· ·· ···· ··· ····· ·· ··· ···· ·· ····· ··· ·· ···· ··· ····· ·· ··· ···· ·· ····· ··· ·· ···· ··· ····· ·· ··· ···· ·· ····· ··· ·· ···· ··· ····· ·· ··· ···· ·· ····· ··· ·· ···· ··· ····· ·· ··· ···· ·· ····· ··· ·· ···· ··· ····· ·· ··· ···· ·· ····· ··· ·· ···· ··· ····· ·· ··· ···· ·· ····· ··· ·· ···· ··· ····· ·· ··· ···· ·· ····· ··· ·· ···· ··· ····· ·· ··· ···· ·· ····· ··· ·· ···· ··· ····· ·· ··· ···· ·· ····· ··· ·· ···· ··· ····· ·· ··· ···· ·· ····· ··· ·· ···· ··· ····· ·· ··· ···· ·· ····· ··· ·· ···· ··· ····· ·· ··· ···· ·· ····· ··· ·· ···· ··· ····· ·· ··· ···· ·· ····· ··· ·· ···· ··· ····· ·· ··· ···· ·· ····· ··· ·· ···· ··· ····· ·· ··· ···· ·· ····· ··· ·· ···· ··· ····· ·· ··· ···· ·· ····· ··· ·· ···· ··· ····· ·· ··· ···· ·· ····· ··· ·· ···· ··· ····· ·· ··· ···· ·· ····· ··· ·· ···· ··· ····· ·· ··· ···· ·· ····· ··· ·· ···· ··· ····· ·· ··· ···· ·· ····· ··· ·· ···· ··· ····· ·· ··· ···· ·· ····· ··· ·· ···· ··· ····· ·· ··· ···· ·· ····· ··· ·· ···· ··· ····· ·· ··· ···· ·· ····· ··· ·· ···· ··· ····· ·· ··· ···· ·· ····· ··· ·· ···· ··· ····· ·· ··· ···· ·· ····· ··· ·· ···· ··· ····· ·· ··· ···· ·· ····· ··· ·· ···· ··· ····· ·· ··· ···· ·· ····· ··· ·· ···· ··· ····· ·· ··· ···· ·· ····· ··· ·· ···· ··· ····· ·· ··· ···· ·· ····· ··· ·· ···· ··· ····· ·· ··· ···· ·· ····· ··· ·· ···· ··· ····· ·· ··· ···· ·· ····· ··· ·· ···· ··· ····· ·· ··· ···· ·· ····· ··· ·· ···· ··· ····· ·· ··· ···· ·· ····· ··· ·· ···· ··· ····· ·· ··· ···· ·· ····· ··· ·· ···· ··· ····· ·· ··· ···· ·· ····· ··· ·· ···· ··· ····· ·· ··· ···· ·· ····· ··· ·· ···· ··· ····· ·· ··· ···· ·· ····· ··· ·· ···· ··· ····· ·· ··· ···· ·· ····· ··· ·· ···· ··· ····· ·· ··· ···· ·· ····· ··· ·· ···· ··· ····· ·· ··· ···· ·· ····· ··· ·· ···· ··· ····· ·· ··· ···· ·· ····· ··· ·· ···· ··· ····· ·· ··· ···· ·· ····· ··· ·· ···· ··· ····· ·· ··· ···· ·· ····· ··· ·· ···· ··· ····· ·· ··· ···· ·· ····· ··· ·· ···· ··· ····· ·· ··· ···· ·· ····· ··· ·· ···· ··· ····· ·· ··· ···· ·· ····· ··· ·· ···· ··· ····· ·· ··· ···· ·· ····· ··· ·· ···· ··· ····· ·· ··· ···· ·· ····· ··· ·· ···· ··· ····· ·· ··· ···· ·· ····· ··· ·· ···· ··· ····· ·· ··· ···· ·· ····· ··· ·· ···· ··· ····· ·· ··· ···· ·· ····· ··· ·· ···· ··· ····· ·· ··· ···· ·· ····· ··· ·· ···· ··· ····· ·· ··· ···· ·· ····· ··· ·· ···· ··· ····· ·· ··· ···· ·· ····· ··· ·· ···· ··· ····· ·· ··· ···· ·· ····· ··· ·· ···· ··· ····· ·· ··· ···· ·· ····· ··· ·· ···· ··· ····· ·· ··· ···· ·· ····· ··· ·· ···· ··· ····· ·· ··· ···· ·· ····· ··· ·· ···· ··· ····· ·· ··· ···· ·· ····· ··· ·· ···· ··· ····· ·· ··· ···· ·· ····· ··· ·· ···· ··· ····· ·· ··· ···· ·· ····· ··· ·· ···· ··· ····· ·· ··· ···· ·· ····· ··· ·· ···· ··· ····· ·· ··· ···· ·· ····· ··· ·· ···· ··· ····· ·· ··· ···· ·· ····· ··· ·· ···· ··· ····· ·· ··· ···· ·· ····· ··· ·· ···· ··· ····· ·· ··· ···· ·· ····· ··· ·· ···· ··· ····· ·· ··· ···· ·· ····· ··· ·· ···· ··· ····· ·· ··· ···· ·· ····· ··· ·· ···· ··· ····· ·· ··· ···· ·· ····· ··· ·· ···· ··· ····· ·· ··· ···· ·· ····· ··· ·· ···· ··· ····· ·· ··· ···· ·· ····· ··· ·· ···· ··· ····· ·· ··· ···· ·· ····· ··· ·· ···· ··· ····· ·· ··· ···· ·· ····· ··· ·· ···· ··· ····· ·· ··· ···· ·· ····· ··· ·· ···· ··· ····· ·· ··· ···· ·· ····· ··· ·· ···· ··· ····· ·· ··· ···· ·· ····· ··· ·· ···· ··· ····· ·· ··· ···· ·· ····· ··· ·· ···· ··· ····· ·· ··· ···· ·· ····· ··· ·· ···· ··· ····· ·· ··· ···· ·· ····· ··· ·· ···· ··· ····· ·· ··· ···· ·· ····· ··· ·· ···· ··· ····· ·· ··· ···· ·· ····· ··· ·· ···· ··· ····· ·· ··· ···· ·· ····· ··· ·· ···· ··· ····· ·· ··· ···· ·· ····· ··· ·· ···· ··· ····· ·· ··· ···· ·· ····· ··· ·· ···· ··· ····· ·· ··· ···· ·· ····· ··· ·· ···· ··· ····· ·· ··· ···· ·· ····· ··· ·· ···· ··· ····· ·· ··· ···· ·· ····· ··· ·· ···· ··· ····· ·· ··· ···· ·· ····· ··· ·· ···· ··· ····· ·· ··· ···· ·· ····· ··· ·· ···· ··· ····· ·· ··· ···· ·· ····· ··· ·· ···· ··· ····· ·· ··· ···· ·· ····· ··· ·· ···· ··· ····· ·· ··· ···· ·· ····· ··· ·· ···· ··· ····· ·· ··· ···· ·· ····· ··· ·· ···· ··· ····· ·· ··· ···· ·· ····· ··· ·· ···· ··· ····· ·· ··· ···· ·· ····· ··· ·· ···· ··· ····· ·· ··· ···· ·· ····· ··· ·· ···· ··· ····· xyxy=(986,285,1100,1339)
heading: DENTAL SURGEON, xyxy=(158,524,226,533)
heading: Planting Season, 1889. xyxy=(401,49,469,57)
heading: 73 PACKAGES IRONMONGERY. xyxy=(17,92,123,100)
article-paragraph: May be consulted at the residence of Mr W. Holdsworth, from 10 C. S. Brunnuvis. xyxy=(14,329,127,354)
dense-text-filler: ·· ··· ···· ·· ····· ··· ·· ···· ··· ····· ·· ··· ···· ·· ····· ··· ·· ···· ··· ····· ·· ··· ···· ·· ····· ··· ·· ···· ··· ····· ·· ··· ···· ·· ····· ··· ·· ···· ··· ····· ·· ··· ···· ·· ····· ··· ·· ···· ··· ····· ·· ··· ···· ·· ····· ··· ·· ···· ··· ····· ·· ··· ···· ·· ····· ··· ·· ···· ··· ····· ·· ··· ···· ·· ····· ··· ·· ···· ··· ····· ·· ··· ···· ·· ····· ··· ·· ···· ··· ····· ·· ··· ···· ·· ····· ··· ·· ···· ··· ····· ·· ··· ···· ·· ····· ··· ·· ···· ··· ····· ·· ··· ···· ·· ····· ··· ·· ···· ··· ····· ·· ··· ···· ·· ····· ··· ·· ···· ··· ····· ·· ··· ···· ·· ····· ··· ·· ···· ··· ····· ·· ··· ···· ·· ····· ··· ·· ···· ··· ····· ·· ··· ···· ·· ····· ··· ·· ···· ··· ····· ·· ··· ···· ·· ····· ··· ·· ···· ··· ····· ·· ··· ···· ·· ····· ··· ·· ···· ··· ····· ·· ··· ···· ·· ····· ··· ·· ···· ··· ····· ·· ··· ···· ·· ····· ··· ·· ···· ··· ····· ·· ··· ···· ·· ····· ··· ·· ···· ··· ····· ·· ··· ···· ·· ····· ··· ·· ···· ··· ····· ·· ··· ···· ·· ····· ··· ·· ···· ··· ····· ·· ··· ···· ·· ····· ··· ·· ···· ··· ····· ·· ··· ···· ·· ····· ··· ·· ···· ··· ····· ·· ··· ···· ·· ····· ··· ·· ···· ··· ····· ·· ··· ···· ·· ····· ··· ·· ···· ··· ····· ·· ··· ···· ·· ····· ··· ·· ···· ··· ····· ·· ··· ···· ·· ····· ··· ·· ···· ··· ····· ·· ··· ···· ·· ····· ··· ·· ···· ··· ····· ·· ··· ···· ·· ····· ··· ·· ···· ··· ····· ·· ··· ···· ·· ····· ··· ·· ···· ··· ····· ·· ··· ···· ·· ····· ··· ·· ···· ··· ····· ·· ··· ···· ·· ····· ··· ·· ···· ··· ····· ·· ··· ···· ·· ····· ··· ·· ···· ··· ····· ·· ··· ···· ·· ····· ··· ·· ···· ··· ····· ·· ··· ···· ·· ····· ··· ·· ···· ··· ····· ·· ··· ···· ·· ····· ··· ·· ···· ··· ····· ·· ··· ···· ·· ····· ··· ·· ···· ··· ····· ·· ··· ···· ·· ····· ··· ·· ···· ··· ····· ·· ··· ···· ·· ····· ··· ·· ···· ··· ····· ·· ··· ···· ·· ····· ··· ·· ···· ··· ····· ·· ··· ···· ·· ····· ··· ·· ···· ··· ····· ·· ··· ···· ·· ····· ··· ·· ···· ··· ····· ·· ··· ···· ·· ····· ··· ·· ···· ··· ····· ·· ··· ···· ·· ····· ··· ·· ···· ··· ····· ·· ··· ···· ·· ····· ··· ·· ···· ··· ····· ·· ··· ···· ·· ····· ··· ·· ···· ··· ····· ·· ··· ···· ·· ····· ··· ·· ···· ··· ····· ·· ··· ···· ·· ····· ··· ·· ···· ··· ····· ·· ··· ···· ·· ····· ··· ·· ···· ··· ····· ·· ··· ···· ·· ····· ··· ·· ···· ··· ····· ·· ··· ···· ·· ····· ··· ·· ···· ··· ····· ·· ··· ···· ·· ····· ··· ·· ···· ··· ····· ·· ··· ···· ·· ····· ··· ·· ···· ··· ····· ·· ··· ···· ·· ····· ··· ·· ···· ··· ····· ·· ··· ···· ·· ····· ··· ·· ···· ··· ····· ·· ··· ···· ·· ····· ··· ·· ···· ··· ····· ·· ··· ···· ·· ····· ··· ·· ···· ··· ····· ·· ··· ···· ·· ····· ··· ·· ···· ··· ····· ·· ··· ···· ·· ····· ··· ·· ···· ··· ····· ·· ··· ···· ·· ····· ··· ·· ···· ··· ····· ·· ··· ···· ·· ····· ··· ·· ···· ··· ····· ·· ··· ···· ·· ····· ··· ·· ···· ··· ····· ·· ··· ···· ·· ····· ··· ·· ···· ··· ····· ·· ··· ···· ·· ····· ··· ·· ···· ··· ····· ·· ··· ···· ·· ····· ··· ·· ···· ··· ····· ·· ··· ···· ·· ····· ··· ·· ···· ··· ····· ·· ··· ···· ·· ····· ··· ·· ···· ··· ····· ·· ··· ···· ·· ····· ··· ·· ···· ··· ····· ·· ··· ···· ·· ····· ··· ·· ···· ··· ····· ·· ··· ···· ·· ····· ··· ·· ···· ··· ····· ·· ··· ···· ·· ····· ··· ·· ···· ··· ····· ·· ··· ···· ·· ····· ··· ·· ···· ··· ····· ·· ··· ···· ·· ····· ··· ·· ···· ··· ····· ·· ··· ···· ·· ····· ··· ·· ···· ··· ····· ·· ··· ···· ·· ····· ··· ·· ···· ··· ····· ·· ··· ···· ·· ····· ··· ·· ···· ··· ····· ·· ··· ···· ·· ····· ··· ·· ···· ··· ····· ·· ··· ···· ·· ····· ··· ·· ···· ··· ····· ·· ··· ···· ·· ····· ··· ·· ···· ··· ····· ·· ··· ···· ·· ····· ··· ·· ···· ··· ····· ·· ··· ···· ·· ····· ··· ·· ···· ··· ····· ·· ··· ···· ·· ····· ··· ·· ···· ··· ····· ·· ··· ···· ·· ····· ··· ·· ···· ··· ····· ·· ··· ···· ·· ····· ··· ·· ···· ··· ····· ·· ··· ···· ·· ····· ··· ·· ···· ··· ····· ·· ··· ···· ·· ····· ··· ·· ···· ··· ····· ·· ··· ···· ·· ····· ··· ·· ···· ··· ····· ·· ··· ···· ·· ····· ··· ·· ···· ··· ····· ·· ··· ···· ·· ····· ··· ·· ···· ··· ····· ·· ··· ···· ·· ····· ··· ·· ···· ··· ····· ·· ··· ···· ·· ····· ··· ·· ···· ··· ····· ·· ··· ···· ·· ····· ··· ·· ···· ··· ····· ·· ··· ···· ·· ····· ··· ·· ···· ··· ····· ·· ··· ···· ·· ····· ··· ·· ···· ··· ····· ·· ··· ···· ·· ····· ··· ·· ···· ··· ····· ·· ··· ···· ·· ····· ··· ·· ···· ··· ····· ·· ··· ···· ·· ····· ··· ·· ···· ··· ····· ·· ··· ···· ·· ····· ··· ·· ···· ··· ····· ·· ··· ···· ·· ····· ··· ·· ···· ··· ····· ·· ··· ···· ·· ····· ··· ·· ···· ··· ····· ·· ··· ···· ·· ····· ··· ·· ···· ··· ····· ·· ··· ···· ·· ····· ··· ·· ···· ··· ····· ·· ··· ···· ·· ····· ··· ·· ···· ··· ····· ·· ··· ···· ·· ····· ··· ·· ···· ··· ····· ·· ··· ···· ·· ····· ··· ·· ···· ··· ····· ·· ··· ···· ·· ····· ··· ·· ···· ··· ····· ·· ··· ···· ·· ····· ··· ·· ···· ··· ····· ·· ··· ···· ·· ····· ··· ·· ···· ··· ····· ·· ··· ···· ·· ····· ··· ·· ···· ··· ····· ·· ··· ···· ·· ····· ··· ·· ···· ··· ····· ·· ··· ···· ·· ····· ··· ·· ···· ··· ····· ·· ··· ···· ·· ····· ··· ·· ···· ··· ····· ·· ··· ···· ·· ····· ··· ·· ···· ··· ····· ·· ··· ···· ·· ····· ··· ·· ···· ··· ····· ·· ··· ···· ·· ····· ··· ·· ···· ··· ····· ·· ··· ···· ·· ····· ··· ·· ···· ··· ····· ·· ··· ···· ·· ····· ··· ·· ···· ··· ····· ·· ··· ···· ·· ····· ··· ·· ···· ··· ····· xyxy=(135,926,247,1997)
article-paragraph: Challis at the harmonium, and Mr Vanghan had the string band. Mr J. Vanstone, leader of the Greytown choir, conducted, and the way in which the piece was carried through gave ample proof of the time and labour that had been bestowed on the undertaking. xyxy=(986,47,1100,106)
heading: Men's Clothing, xyxy=(150,313,233,327)
heading: MASTERTON xyxy=(275,634,352,648)
divider xyxy=(743,426,856,427)
article-paragraph: Messrs D. Sorensen and Co., Greymouth Agents and Shareholders, are to be congratulated on the results. xyxy=(621,393,735,419)
heading: A. HENDERSON, xyxy=(23,255,118,269)
heading: NOTICE. xyxy=(146,74,238,96)
article-paragraph: Constable Carroll gave evidence as to seeing the body of the murdered man lying on the ground on the night of May 31st. xyxy=(865,174,978,208)
divider xyxy=(865,317,978,318)
divider xyxy=(865,566,978,567)
article-paragraph: A few years ago it was the custom to grow strawberries alongside the garden walks, and this edging is still pursued by the owners of gardens. xyxy=(986,250,1100,284)
heading: CABINET MAKERS xyxy=(272,319,355,330)
dense-text-filler: ·· ··· ···· ·· ····· ··· ·· ···· ··· ····· ·· ··· ···· ·· ····· ··· ·· ···· ··· ····· ·· ··· ···· ·· ····· ··· ·· ···· ··· ····· ·· ··· ···· ·· ····· ··· ·· ···· ··· ····· ·· ··· ···· ·· ····· ··· ·· ···· ··· ····· ·· ··· ···· ·· ····· ··· ·· ···· ··· ····· ·· ··· ···· ·· ····· ··· ·· ···· ··· ····· ·· ··· ···· ·· ····· ··· ·· ···· ··· ····· ·· ··· ···· ·· ····· ··· ·· ···· ··· ····· ·· ··· ···· ·· ····· ··· ·· ···· ··· ····· ·· ··· ···· ·· ····· ··· ·· ···· ··· ····· ·· ··· ···· ·· ····· ··· ·· ···· ··· ····· ·· ··· ···· ·· ····· ··· ·· ···· ··· ····· ·· ··· ···· ·· ····· ··· ·· ···· ··· ····· ·· ··· ···· ·· ····· ··· ·· ···· ··· ····· ·· ··· ···· ·· ····· ··· ·· ···· ··· ····· ·· ··· ···· ·· ····· ··· ·· ···· ··· ····· ·· ··· ···· ·· ····· ··· ·· ···· ··· ····· ·· ··· ···· ·· ····· ··· ·· ···· ··· ····· ·· ··· ···· ·· ····· ··· ·· ···· ··· ····· ·· ··· ···· ·· ····· ··· ·· ···· ··· ····· ·· ··· ···· ·· ····· ··· ·· ···· ··· ····· ·· ··· ···· ·· ····· ··· ·· ···· ··· ····· ·· ··· ···· ·· ····· ··· ·· ···· ··· ····· ·· ··· ···· ·· ····· ··· ·· ···· ··· ····· ·· ··· ···· ·· ····· ··· ·· ···· ··· ····· ·· ··· ···· ·· ····· ··· ·· ···· ··· ····· ·· ··· ···· ·· ····· ··· ·· ···· ··· ····· ·· ··· ···· ·· ····· ··· ·· ···· ··· ····· ·· ··· ···· ·· ····· ··· ·· ···· ··· ····· ·· ··· ···· ·· ····· ··· ·· ···· ··· ····· ·· ··· ···· ·· ····· ··· ·· ···· ··· ····· ·· ··· ···· ·· ····· ··· ·· ···· ··· ····· ·· ··· ···· ·· ····· ··· ·· ···· ··· ····· ·· ··· ···· ·· ····· ··· ·· ···· ··· ····· ·· ··· ···· ·· ····· ··· ·· ···· ··· ····· ·· ··· ···· ·· ····· ··· ·· ···· ··· ····· ·· ··· ···· ·· ····· ··· ·· ···· ··· ····· ·· ··· ···· ·· ····· ··· ·· ···· ··· ····· ·· ··· ···· ·· ····· ··· ·· ···· ··· ····· ·· ··· ···· ·· ····· ··· ·· ···· ··· ····· ·· ··· ···· ·· ····· ··· ·· ···· ··· ····· ·· ··· ···· ·· ····· ··· ·· ···· ··· ····· ·· ··· ···· ·· ····· ··· ·· ···· ··· ····· ·· ··· ···· ·· ····· ··· ·· ···· ··· ····· ·· ··· ···· ·· ····· ··· ·· ···· ··· ····· ·· ··· ···· ·· ····· ··· ·· ···· ··· ····· ·· ··· ···· ·· ····· ··· ·· ···· ··· ····· ·· ··· ···· ·· ····· ··· ·· ···· ··· ····· ·· ··· ···· ·· ····· ··· ·· ···· ··· ····· ·· ··· ···· ·· ····· ··· ·· ···· ··· ····· ·· ··· ···· ·· ····· ··· ·· ···· ··· ····· ·· ··· ···· ·· ····· ··· ·· ···· ··· ····· ·· ··· ···· ·· ····· ··· ·· ···· ··· ····· ·· ··· ···· ·· ····· ··· ·· ···· ··· ····· ·· ··· ···· ·· ····· ··· ·· ···· ··· ····· ·· ··· ···· ·· ····· ··· ·· ···· ··· ····· ·· ··· ···· ·· ····· ··· ·· ···· ··· ····· ·· ··· ···· ·· ····· ··· ·· ···· ··· ····· ·· ··· ···· ·· ····· ··· ·· ···· ··· ····· ·· ··· ···· ·· ····· ··· ·· ···· ··· ····· ·· ··· ···· ·· ····· ··· ·· ···· ··· ····· ·· ··· ···· ·· ····· ··· ·· ···· ··· ····· ·· ··· ···· ·· ····· ··· ·· ···· ··· ····· ·· ··· ···· ·· ····· ··· ·· ···· ··· ····· ·· ··· ···· ·· ····· ··· ·· ···· ··· ····· ·· ··· ···· ·· ····· ··· ·· ···· ··· ····· ·· ··· ···· ·· ····· ··· ·· ···· ··· ····· ·· ··· ···· ·· ····· ··· ·· ···· ··· ····· ·· ··· ···· ·· ····· ··· ·· ···· ··· ····· ·· ··· ···· ·· ····· ··· ·· ···· ··· ····· ·· ··· ···· ·· ····· ··· ·· ···· ··· ····· ·· ··· ···· ·· ····· ··· ·· ···· ··· ····· ·· ··· ···· ·· ····· ··· ·· ···· ··· ····· ·· ··· ···· ·· ····· ··· ·· ···· ··· ····· ·· ··· ···· ·· ····· ··· ·· ···· ··· ····· ·· ··· ···· ·· ····· ··· ·· ···· ··· ····· ·· ··· ···· ·· ····· ··· ·· ···· ··· ····· ·· ··· ···· ·· ····· ··· ·· ···· ··· ····· ·· ··· ···· ·· ····· ··· ·· ···· ··· ····· ·· ··· ···· ·· ····· ··· ·· ···· ··· ····· ·· ··· ···· ·· ····· ··· ·· ···· ··· ····· ·· ··· ···· ·· ····· ··· ·· ···· ··· ····· ·· ··· ···· ·· ····· ··· ·· ···· ··· ····· ·· ··· ···· ·· ····· ··· ·· ···· ··· ····· ·· ··· ···· ·· ····· ··· ·· ···· ··· ····· ·· ··· ···· ·· ····· ··· ·· ···· ··· ····· ·· ··· ···· ·· ····· ··· ·· ···· ··· ····· ·· ··· ···· ·· ····· ··· ·· ···· ··· ····· ·· ··· ···· ·· ····· ··· ·· ···· ··· ····· ·· ··· ···· ·· ····· ··· ·· ···· ··· ····· ·· ··· ···· ·· ····· ··· ·· ···· ··· ····· ·· ··· ···· ·· ····· ··· ·· ···· ··· ····· ·· ··· ···· ·· ····· ··· ·· ···· ··· ····· ·· ··· ···· ·· ····· ··· ·· ···· ··· ····· ·· ··· ···· ·· ····· ··· ·· ···· ··· ····· ·· ··· ···· ·· ····· ··· ·· ···· ··· ····· ·· ··· ···· ·· ····· ··· ·· ···· ··· ····· ·· ··· ···· ·· ····· ··· ·· ···· ··· ····· ·· ··· ···· ·· ····· ··· ·· ···· ··· ····· ·· ··· ···· ·· ····· ··· ·· ···· ··· ····· ·· ··· ···· ·· ····· ··· ·· ···· ··· ····· ·· ··· ···· ·· ····· ··· ·· ···· ··· ····· ·· ··· ···· ·· ····· ··· ·· ···· ··· ····· ·· ··· ···· ·· ····· ··· ·· ···· ··· ····· ·· ··· ···· ·· ····· ··· ·· ···· ··· ····· ·· ··· ···· ·· ····· ··· ·· ···· ··· ····· ·· ··· ···· ·· ····· ··· ·· ···· ··· ····· ·· ··· ···· ·· ····· ··· ·· ···· ··· ····· ·· ··· ···· ·· ····· ··· ·· ···· ··· ····· ·· ··· ···· ·· ····· ··· ·· ···· ··· ····· ·· ··· ···· ·· ····· ··· ·· ···· ··· ····· ·· ··· ···· ·· ····· ··· ·· ···· ··· ····· ·· ··· ···· ·· ····· ··· ·· ···· ··· ····· ·· ··· ···· ·· ····· ··· ·· ···· ··· ····· ·· ··· ···· ·· ····· ··· ·· ···· ··· ····· ·· ··· ···· ·· ····· ··· ·· ···· ··· ····· ·· ··· ···· ·· ····· ··· ·· ···· ··· ····· ·· ··· ···· ·· ····· ··· ·· ···· ··· ····· ·· ··· ···· ·· ····· ··· ·· ···· ··· ····· xyxy=(743,514,855,1585)
heading: J. GRAHAM & Co. xyxy=(262,250,365,264)
divider xyxy=(136,422,249,423)
heading: NEWS BY CABLE xyxy=(750,49,850,63)
heading: SALE xyxy=(182,381,202,389)
column-8 xyxy=(861,46,983,2086)
heading: FOREIGN. xyxy=(782,158,817,166)
heading: Autumn Goods. xyxy=(272,171,355,186)
heading: Autumn Goods. xyxy=(272,66,355,80)
article-paragraph: The Pahiatua horse meeting will be on the 12th of the present month. xyxy=(621,499,735,516)
heading: GENERAL MERCHANT, AND DIRECT IMPORTER, QUEEN-STREET MASTERTON. xyxy=(21,220,120,246)
column-9 xyxy=(983,46,1104,2086)
heading: QUEEN-STREET CORNER. xyxy=(26,564,115,572)
article-paragraph: Mrs Betty Green, who is believed to be the wealthiest woman in the United States, was once a New York lady. xyxy=(500,276,613,301)
heading: PUBLIC xyxy=(151,49,233,71)
article-paragraph: A Palmerston paper says that some ratepayers have subscribed a fund to start a factory in Palmerston. xyxy=(500,135,613,160)
article-paragraph: Among the patents recently applied for is a patent for a new and distinct method of forming cheese. xyxy=(621,162,735,188)
article-paragraph: IS NOW OPENING UP HIS xyxy=(257,131,338,140)
divider xyxy=(865,257,978,258)
heading: W. H. ROBINS. xyxy=(272,736,355,751)
heading: OF LAMBTON-QUAY, WELLINGTON. xyxy=(156,610,228,627)
heading: GREAT BARGAINS IN LACES, UNDERLINEN AT PRICES TO CLEAR. xyxy=(142,273,242,298)
article-paragraph: William Barnett, butcher, deposed that he resided at the cross-roads, Kaiwhara. xyxy=(865,156,978,173)
heading: W. SELLAR, MANAGER. xyxy=(151,915,232,923)
columns-container xyxy=(10,44,1104,2192)
heading: DRY TIMBER xyxy=(291,359,336,367)
heading: SELLAR AND CHENNELLS, AGENTS FOR xyxy=(267,688,360,705)
heading: STEAM FLOUR MILLS. xyxy=(269,651,358,679)
double-divider xyxy=(136,842,249,845)
article-paragraph: Of the Entire Stock of WHITTEN NICHOLSON & CO., Soft Goods Warehousemen, Wellington. xyxy=(135,122,249,147)
article-paragraph: The Bishop of Limerick has closed the schools at Rosedale, in consequence of the permanent boycotting, a farmer whom they accused of grabbing. xyxy=(743,121,857,155)
article-paragraph: BECAUSE this article is a special preparation, the result of years of experience and labour. xyxy=(135,791,249,816)
heading: Dr D. G. Johnston, M.R.C.M. xyxy=(22,298,119,326)
heading: ENGLISH. xyxy=(782,66,817,74)
divider xyxy=(136,223,249,224)
heading: C. SMITH xyxy=(263,106,363,129)
heading: A LARGE VARIETY OF xyxy=(154,301,230,310)
dense-text-filler: ·· ··· ···· ·· ····· ··· ·· ···· ··· ····· ·· ··· ···· ·· ····· ··· ·· ···· ··· ····· ·· ··· ···· ·· ····· ··· ·· ···· ··· ····· ·· ··· ···· ·· ····· ··· ·· ···· ··· ····· ·· ··· ···· ·· ····· ··· ·· ···· ··· ····· ·· ··· ···· ·· ····· ··· ·· ···· ··· ····· ·· ··· ···· ·· ····· ··· ·· ···· ··· ····· ·· ··· ···· ·· ····· ··· ·· ···· ··· ····· ·· ··· ···· ·· ····· ··· ·· ···· ··· ····· ·· ··· ···· ·· ····· ··· ·· ···· ··· ····· ·· ··· ···· ·· ····· ··· ·· ···· ··· ····· ·· ··· ···· ·· ····· ··· ·· ···· ··· ····· ·· ··· ···· ·· ····· ··· ·· ···· ··· ····· ·· ··· ···· ·· ····· ··· ·· ···· ··· ····· ·· ··· ···· ·· ····· ··· ·· ···· ··· ····· ·· ··· ···· ·· ····· ··· ·· ···· ··· ····· ·· ··· ···· ·· ····· ··· ·· ···· ··· ····· ·· ··· ···· ·· ····· ··· ·· ···· ··· ····· ·· ··· ···· ·· ····· ··· ·· ···· ··· ····· ·· ··· ···· ·· ····· ··· ·· ···· ··· ····· ·· ··· ···· ·· ····· ··· ·· ···· ··· ····· ·· ··· ···· ·· ····· ··· ·· ···· ··· ····· ·· ··· ···· ·· ····· ··· ·· ···· ··· ····· ·· ··· ···· ·· ····· ··· ·· ···· ··· ····· ·· ··· ···· ·· ····· ··· ·· ···· ··· ····· ·· ··· ···· ·· ····· ··· ·· ···· ··· ····· ·· ··· ···· ·· ····· ··· ·· ···· ··· ····· ·· ··· ···· ·· ····· ··· ·· ···· ··· ····· ·· ··· ···· ·· ····· ··· ·· ···· ··· ····· ·· ··· ···· ·· ····· ··· ·· ···· ··· ····· ·· ··· ···· ·· ····· ··· ·· ···· ··· ····· ·· ··· ···· ·· ····· ··· ·· ···· ··· ····· ·· ··· ···· ·· ····· ··· ·· ···· ··· ····· ·· ··· ···· ·· ····· ··· ·· ···· ··· ····· ·· ··· ···· ·· ····· ··· ·· ···· ··· ····· ·· ··· ···· ·· ····· ··· ·· ···· ··· ····· ·· ··· ···· ·· ····· ··· ·· ···· ··· ····· ·· ··· ···· ·· ····· ··· ·· ···· ··· ····· ·· ··· ···· ·· ····· ··· ·· ···· ··· ····· ·· ··· ···· ·· ····· ··· ·· ···· ··· ····· ·· ··· ···· ·· ····· ··· ·· ···· ··· ····· ·· ··· ···· ·· ····· ··· ·· ···· ··· ····· ·· ··· ···· ·· ····· ··· ·· ···· ··· ····· ·· ··· ···· ·· ····· ··· ·· ···· ··· ····· ·· ··· ···· ·· ····· ··· ·· ···· ··· ····· ·· ··· ···· ·· ····· ··· ·· ···· ··· ····· ·· ··· ···· ·· ····· ··· ·· ···· ··· ····· ·· ··· ···· ·· ····· ··· ·· ···· ··· ····· ·· ··· ···· ·· ····· ··· ·· ···· ··· ····· ·· ··· ···· ·· ····· ··· ·· ···· ··· ····· ·· ··· ···· ·· ····· ··· ·· ···· ··· ····· ·· ··· ···· ·· ····· ··· ·· ···· ··· ····· ·· ··· ···· ·· ····· ··· ·· ···· ··· ····· ·· ··· ···· ·· ····· ··· ·· ···· ··· ····· ·· ··· ···· ·· ····· ··· ·· ···· ··· ····· ·· ··· ···· ·· ····· ··· ·· ···· ··· ····· ·· ··· ···· ·· ····· ··· ·· ···· ··· ····· ·· ··· ···· ·· ····· ··· ·· ···· ··· ····· ·· ··· ···· ·· ····· ··· ·· ···· ··· ····· ·· ··· ···· ·· ····· ··· ·· ···· ··· ····· ·· ··· ···· ·· ····· ··· ·· ···· ··· ····· ·· ··· ···· ·· ····· ··· ·· ···· ··· ····· ·· ··· ···· ·· ····· ··· ·· ···· ··· ····· ·· ··· ···· ·· ····· ··· ·· ···· ··· ····· ·· ··· ···· ·· ····· ··· ·· ···· ··· ····· ·· ··· ···· ·· ····· ··· ·· ···· ··· ····· ·· ··· ···· ·· ····· ··· ·· ···· ··· ····· ·· ··· ···· ·· ····· ··· ·· ···· ··· ····· ·· ··· ···· ·· ····· ··· ·· ···· ··· ····· ·· ··· ···· ·· ····· ··· ·· ···· ··· ····· ·· ··· ···· ·· ····· ··· ·· ···· ··· ····· ·· ··· ···· ·· ····· ··· ·· ···· ··· ····· ·· ··· ···· ·· ····· ··· ·· ···· ··· ····· ·· ··· ···· ·· ····· ··· ·· ···· ··· ····· ·· ··· ···· ·· ····· ··· ·· ···· ··· ····· ·· ··· ···· ·· ····· ··· ·· ···· ··· ····· ·· ··· ···· ·· ····· ··· ·· ···· ··· ····· ·· ··· ···· ·· ····· ··· ·· ···· ··· ····· ·· ··· ···· ·· ····· ··· ·· ···· ··· ····· ·· ··· ···· ·· ····· ··· ·· ···· ··· ····· ·· ··· ···· ·· ····· ··· ·· ···· ··· ····· ·· ··· ···· ·· ····· ··· ·· ···· ··· ····· ·· ··· ···· ·· ····· ··· ·· ···· ··· ····· ·· ··· ···· ·· ····· ··· ·· ···· ··· ····· ·· ··· ···· ·· ····· ··· ·· ···· ··· ····· ·· ··· ···· ·· ····· ··· ·· ···· ··· ····· ·· ··· ···· ·· ····· ··· ·· ···· ··· ····· ·· ··· ···· ·· ····· ··· ·· ···· ··· ····· ·· ··· ···· ·· ····· ··· ·· ···· ··· ····· ·· ··· ···· ·· ····· ··· ·· ···· ··· ····· ·· ··· ···· ·· ····· ··· ·· ···· ··· ····· ·· ··· ···· ·· ····· ··· ·· ···· ··· ····· ·· ··· ···· ·· ····· ··· ·· ···· ··· ····· ·· ··· ···· ·· ····· ··· ·· ···· ··· ····· ·· ··· ···· ·· ····· ··· ·· ···· ··· ····· ·· ··· ···· ·· ····· ··· ·· ···· ··· ····· ·· ··· ···· ·· ····· ··· ·· ···· ··· ····· ·· ··· ···· ·· ····· ··· ·· ···· ··· ····· ·· ··· ···· ·· ····· ··· ·· ···· ··· ····· ·· ··· ···· ·· ····· ··· ·· ···· ··· ····· ·· ··· ···· ·· ····· ··· ·· ···· ··· ····· ·· ··· ···· ·· ····· ··· ·· ···· ··· ····· ·· ··· ···· ·· ····· ··· ·· ···· ··· ····· ·· ··· ···· ·· ····· ··· ·· ···· ··· ····· ·· ··· ···· ·· ····· ··· ·· ···· ··· ····· ·· ··· ···· ·· ····· ··· ·· ···· ··· ····· ·· ··· ···· ·· ····· ··· ·· ···· ··· ····· ·· ··· ···· ·· ····· ··· ·· ···· ··· ····· ·· ··· ···· ·· ····· ··· ·· ···· ··· ····· ·· ··· ···· ·· ····· ··· ·· ···· ··· ····· ·· ··· ···· ·· ····· ··· ·· ···· ··· ····· ·· ··· ···· ·· ····· ··· ·· ···· ··· ····· ·· ··· ···· ·· ····· ··· ·· ···· ··· ····· ·· ··· ···· ·· ····· ··· ·· ···· ··· ····· ·· ··· ···· ·· ····· ··· ·· ···· ··· ····· ·· ··· ···· ·· ····· ··· ·· ···· ··· ····· ·· ··· ···· ·· ····· ··· ·· ···· ··· ····· ·· ··· ···· ·· ····· ··· ·· ···· ··· ····· ·· ··· ···· ·· ····· ··· ·· ···· ··· ····· ·· ··· ···· ·· ····· ··· ·· ···· ··· ····· xyxy=(865,614,976,1685)
heading: Autumn Goods. xyxy=(272,154,355,169)
article-paragraph: A very curious theatrical case occupied Mr Justice Field on Saturday. Mr Justice, the plaintiff, of course, the head of a troupe of theatrical dancers. xyxy=(865,278,978,312)
article-paragraph: "As good as Chamberlain's Flour." Wholesale and Retail. xyxy=(257,591,370,608)
heading: R. F. TEMPLE, xyxy=(273,396,354,411)
column-2 xyxy=(132,46,254,2086)
column-1 xyxy=(10,46,132,2086)
heading: Pro-Seasonal. xyxy=(900,367,942,376)
article-paragraph: MELBOURNE, June 18. Floods continue in the country districts. Gippsland a most remarkable village has been inundated. xyxy=(743,293,857,327)
divider xyxy=(14,250,127,251)
article-paragraph: These instruments can be bought on the Deferred Payment System, and each Piano has a Guarantee of FIVE YEARS from the Manufacturers. xyxy=(135,647,249,681)
divider xyxy=(379,1040,492,1041)
article-paragraph: A telegram from Greymouth states that the first news of the vessel overdue was brought by Mr H. Mackay. xyxy=(621,189,735,214)
divider xyxy=(379,998,492,999)
heading: MASTERTON PERMANENT INVESTMENT AND BUILDING SOCIETY. xyxy=(141,849,243,875)
article-paragraph: August Hoffman, aged 40, who had been despondent for some time, hanged himself at Woolloomooloo. xyxy=(500,214,613,240)
divider xyxy=(136,100,249,101)
article-paragraph: Mr C. Sperling, of London, reports favourably for the cheap cotton of bales. xyxy=(621,73,735,99)
heading: MEDICAL HALL, xyxy=(264,853,363,868)
heading: LOOK OUT xyxy=(280,198,346,213)
article-paragraph: 205 pairs White Blankets, 6s 6d, 8s, 10s 6d, 12s 6d, 15s per pair. Lace Curtains, 6s 6d. Dress Materials, Splendid Value. xyxy=(135,244,249,270)
article-paragraph: American shipowners appear to be as much interested in Europe, relatively as well as socially, for a majority of the best vessels are owned abroad. xyxy=(500,241,613,275)
heading: H. HANSEN xyxy=(25,448,115,493)
heading: FROM xyxy=(302,238,325,247)
heading: AUSTRALIAN. xyxy=(775,263,824,272)
heading: PAHIATUA. xyxy=(767,362,833,377)
heading: CRUSHED OATS xyxy=(286,579,341,588)
heading: VENETIAN BLINDS xyxy=(257,793,369,808)
heading: IN THE TOWN, AND HAVE A xyxy=(266,333,361,342)
divider xyxy=(743,358,856,359)
section-banner: The Wairarapa Daily. xyxy=(379,1003,492,1024)
article-paragraph: HAS on hand a general assortment of Groceries, which he is offering at xyxy=(257,433,370,450)
heading: Eketahuna Boot Depot. xyxy=(28,417,112,446)
heading: T. G. MASON xyxy=(276,816,350,831)
heading: WHY IS IT xyxy=(162,747,222,762)
article-paragraph: This sale is now being held in the premises lately occupied by W. Clark & Co., Lambton Quay, which have been specially re-opened for the purposes of the sale. xyxy=(135,166,249,209)
article-paragraph: Mr E. R. Hewland tender has been accepted for building a house at Donald Frederick Street, Greytown. xyxy=(500,355,613,381)
article-paragraph: HAVE prepared to supply seed stocks of every description, Fruit and Ornamental Trees and Shrubs at the Lowest Prices, consistent with Good Quality. xyxy=(378,94,492,137)
heading: OF THE QUEEN-STREET FRUIT DEPOT. xyxy=(17,592,124,609)
article-paragraph: A curious story comes to hand illustrative of the gambling spirit of the age. At one of the men of the many course has never yet been known to lose. xyxy=(986,167,1100,210)
divider xyxy=(987,214,1100,215)
column-3 xyxy=(253,46,375,2086)
heading: AMERICAN. xyxy=(779,215,821,223)
heading: Railway Completion. xyxy=(889,321,953,330)
article-paragraph: A wedding at St John's Church, Greytown, was celebrated this week. xyxy=(621,331,735,348)
article-paragraph: Messrs Lowes & Iorns add to their sale on Saturday next two prize bulls. xyxy=(500,82,613,99)
article-paragraph: OF WHITTEN, NICHOLSON & CO'S STOCK AT CLARK'S BUILDINGS, Lambton Quay, Wellington. xyxy=(135,392,249,418)
heading: Other Lines to Follow. xyxy=(36,180,104,189)
divider xyxy=(257,504,370,505)
article-paragraph: The District Court, under His Honor Judge Kettle, sits at Masterton on Wednesday, 10th June, and there are twenty cases set down for hearing. xyxy=(500,382,613,416)
heading: "LOCAL INDUSTRY." xyxy=(277,622,350,631)
heading: SPECIAL QUOTATIONS for LARGE ORDERS. xyxy=(390,140,480,157)
article-paragraph: MOSGIEL, June 18. A large public meeting was held to admit to urge on the completion of the Midland Railway. xyxy=(865,333,978,358)
heading: H. C. GIBBONS & CO., SEEDSMEN AND NURSERYMEN, WELLINGTON. xyxy=(380,160,490,185)
article-paragraph: New York, June 15. Sullivan and Kilrain fight on the 8th of July for the championship of the world and 5000 dollars. xyxy=(743,226,857,260)
heading: UNDER THE TOWN CLOCK. xyxy=(23,745,118,753)
article-paragraph: ADELAIDE, June 18. Now by the mail steamer comes to the effect that London population is signing a petition. xyxy=(743,328,857,353)
heading: WATCHMAKER, JEWELLER, & OPTICIAN, xyxy=(18,725,123,742)
divider xyxy=(865,463,978,464)
heading: Kirkcaldie and Stains' xyxy=(153,350,231,378)
heading: H. HOUNSLOW, xyxy=(25,380,115,395)
article-paragraph: Total Value of the Stock, £8158. xyxy=(135,210,226,218)
heading: TO BUILDERS AND THE PUB-LIC IN GENERAL. xyxy=(14,49,126,66)
heading: BRINSMEAD PIANO WAREHOUSE, LAMBTON QUAY, WELLINGTON. xyxy=(137,713,246,738)
article-paragraph: You can always depend on getting a good article if you buy CREASE'S AI COFFEE, IN 1lb TINS ? xyxy=(135,764,249,790)
divider xyxy=(257,84,370,85)
article-paragraph: Come early and secure the "cream" of the above bargains at xyxy=(135,330,249,347)
heading: Autumn Goods. xyxy=(272,49,355,63)
article-paragraph: The Westport Board of Education have decided that the Westport Masterton Football Club be allowed to play Caroline on Saturday next. xyxy=(500,100,613,134)
divider xyxy=(14,542,127,543)
article-paragraph: Stock purchased by Rickerdale and Stains for 11s 1d in the £. xyxy=(135,148,249,165)
heading: THE COMING BOOK. xyxy=(399,929,471,937)
article-paragraph: The Wesleyan Choir have been sending for the production of the Oratorio "Paradise" in the coming months. xyxy=(621,349,735,374)
heading: THE NEW ZEALAND JUBILEE. xyxy=(405,940,465,983)
heading: W. J. GANDY, xyxy=(32,547,108,561)
heading: The Defeat of the Wellington Loan Proposals. xyxy=(379,1044,491,1066)
article-paragraph: There is some talk of lighting the Town Hall in Greytown by electricity. xyxy=(621,215,735,232)
heading: LOWEST PRICES FOR CASH. xyxy=(264,453,362,462)
heading: R.M. COURT. xyxy=(880,468,962,512)
heading: Auckland Items xyxy=(897,413,946,422)
article-paragraph: LATE of Masterton begs to inform the inhabitants of Eketahuna and surrounding district, that he has taken the premises lately in the occupation of Mr R. T. Peters. xyxy=(14,495,127,538)
masthead: THE WAIRARAPA DAILY, WEDNESDAY, JUNE 19, 1889. xyxy=(10,12,1104,42)
heading: FRED HOFFMAN, xyxy=(141,593,243,608)
divider xyxy=(379,924,492,925)
heading: PHARMACEUTICAL CHEMIST, (ESTABLISHED 1870) xyxy=(261,833,366,850)
heading: BOOTS ! BOOTS ! BOOTS ! xyxy=(26,369,115,377)
article-paragraph: The largest order of the greater commission of arrowroot has been forwarded to the Colonial Secretary. xyxy=(500,443,613,469)
column-7 xyxy=(739,46,861,2086)
divider xyxy=(257,812,370,813)
piano-illustration xyxy=(157,554,227,590)
article-paragraph: CHRISTCHURCH, June 18. Mr W. D. Percival, M.H.R. for Christchurch South, has addressed his constituents. xyxy=(865,379,978,404)
article-paragraph: Land infringement remained yesterday marked a fine of 21 per ton at Stratford. xyxy=(621,144,735,161)
article-paragraph: Consumers can be regularly supplied with Prime Butter from the best dairies in the Wairarapa. xyxy=(257,465,370,490)
column-4 xyxy=(375,46,497,2192)
article-paragraph: Detective Seedy deposed he accompanied the detective to Oliver's house. xyxy=(865,209,978,234)
heading: Fred Hoffman, xyxy=(153,696,231,710)
article-paragraph: Mr Joseph Hickson has the contract for the new Greytown road. xyxy=(500,470,613,487)
article-paragraph: The Government refuse to allow a forecast of the speech at the opening of Parliament to be published. xyxy=(500,161,613,187)
article-paragraph: A & Mercer v. Geo. Harrison. — Mr Middleton for plaintiff; no appearance of defendant; claim £4. xyxy=(865,536,978,561)
article-paragraph: We remind those interested that Mr Bradley will commence his ploughing match next week. xyxy=(500,329,613,354)
heading: PAINLESS DENTISTRY. xyxy=(153,427,231,435)
heading: High Kicking xyxy=(886,261,956,276)
heading: PARADISE. xyxy=(889,570,954,585)
double-divider xyxy=(257,269,370,272)
article-paragraph: Mr Jackson, the mill-owner, was upset in a buggy accident last week. xyxy=(500,488,613,505)
article-paragraph: On Monday evening a fully-attended meeting was held considering the proposals of the Mayor and Council of Wellington to raise a loan of £175,000 for the purpose of carrying out certain public works. xyxy=(378,1069,492,1120)
article-paragraph: streets and footpaths were the mayor's own doing. During the weather the thoroughfares were simply in a disgraceful condition. xyxy=(500,47,613,81)
